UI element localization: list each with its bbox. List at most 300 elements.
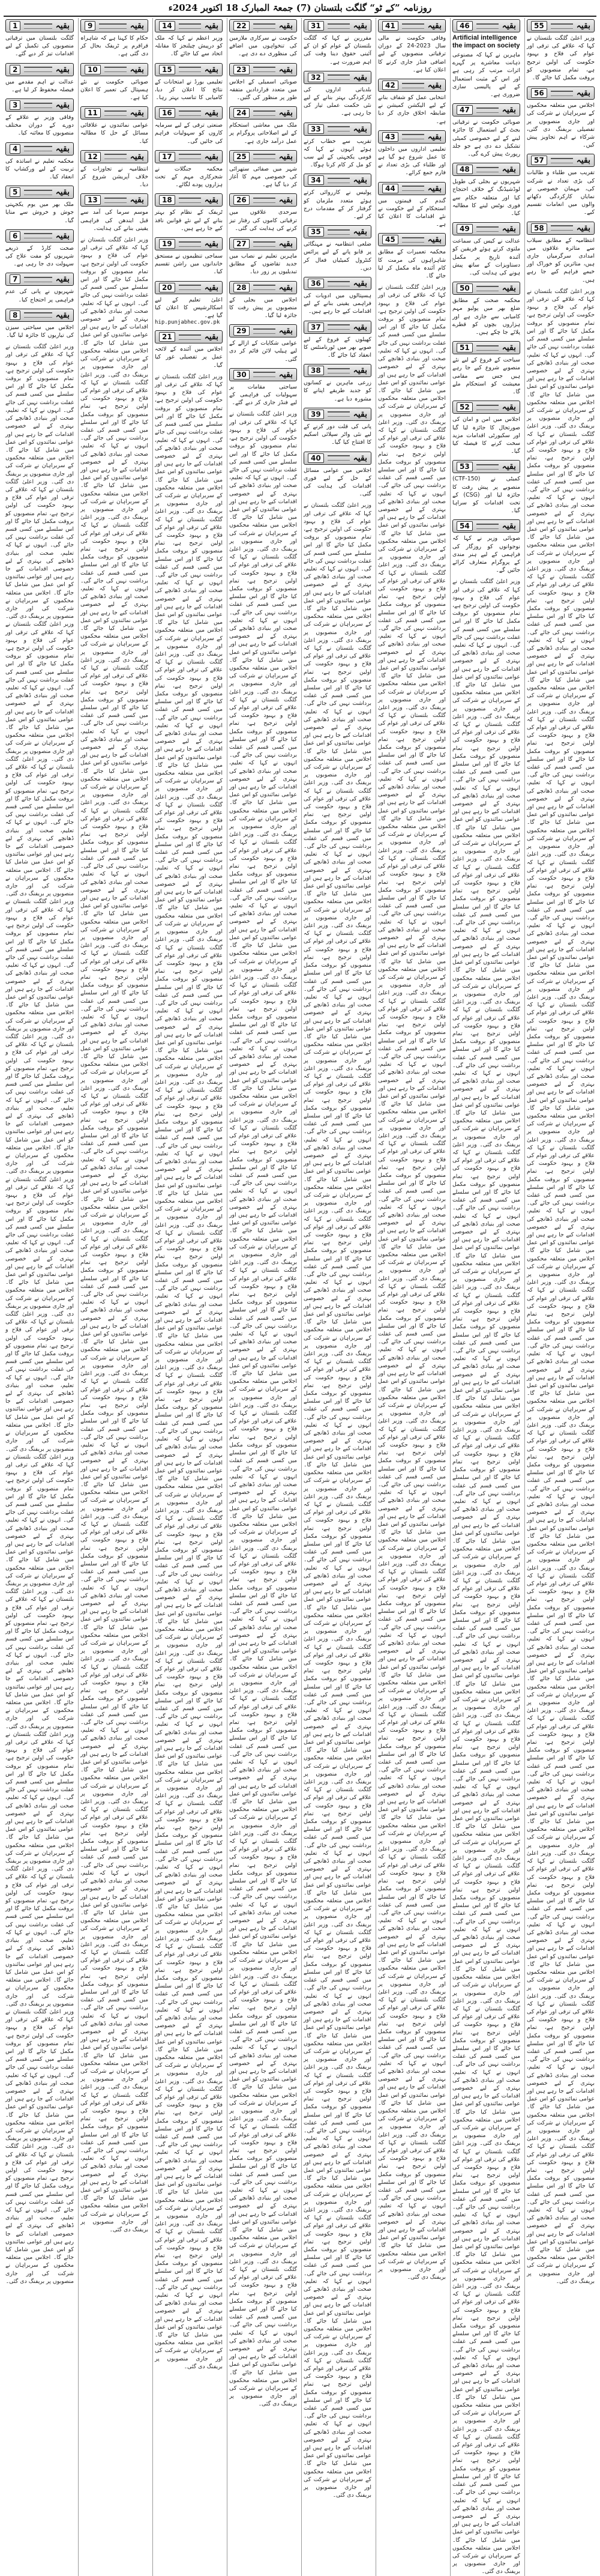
continuation-block [304,121,371,169]
continuation-label: بقیہ [204,21,218,31]
continuation-number: 43 [382,132,398,142]
banner-ornament [476,286,499,291]
banner-ornament [402,186,424,191]
article-text: پولیس نے کارروائی کرتے ہوئے متعدد ملزمان کو گرفتار کر کے مقدمات درج کر لیے۔ [304,189,371,220]
continuation-number: 54 [457,521,473,531]
continuation-block [5,62,74,94]
continuation-label: بقیہ [204,239,218,249]
continuation-label: بقیہ [55,187,70,198]
banner-ornament [104,198,127,203]
continuation-number: 15 [159,65,175,74]
continuation-label: بقیہ [55,100,70,110]
continuation-banner [527,222,595,235]
continuation-banner [452,282,520,295]
continuation-number: 22 [233,21,250,31]
continuation-block [5,307,74,339]
banner-ornament [253,154,275,159]
article-text: تقریب سے خطاب کرتے ہوئے انہوں نے کہا کہ قومی یکجہتی کے لیے سب کو مل کر کام کرنا ہوگا۔ [304,138,371,169]
article-text: ہسپتالوں میں ادویات کی فراہمی یقینی بنانے کے لیے اقدامات کیے جا رہے ہیں۔ [304,292,371,315]
continuation-label: بقیہ [502,462,516,472]
article-text: وفاقی وزیر نے علاقے کے دورے کے دوران مختلف منصوبوں کا معائنہ کیا۔ [5,114,74,137]
continuation-number: 33 [308,124,324,134]
continuation-number: 29 [233,326,250,336]
banner-ornament [104,110,127,116]
banner-ornament [104,67,127,72]
continuation-number: 56 [531,88,547,98]
article-text: انتظامیہ نے تجاوزات کے خلاف آپریشن شروع کر دیا۔ [80,165,148,189]
banner-ornament [24,23,52,29]
continuation-banner [229,193,297,207]
continuation-banner [304,225,371,238]
column-3 [376,18,448,2576]
article-text: انتخابی عمل کو شفاف بنانے کے لیے الیکشن کمیشن نے ضابطہ اخلاق جاری کر دیا ہے۔ [378,94,446,125]
banner-ornament [179,334,201,340]
article-text: اجلاس میں امن و امان کی صورتحال کا جائزہ لیا گیا اور سکیورٹی اقدامات مزید سخت کرنے کا فیصلہ کیا گیا۔ [452,416,520,455]
continuation-banner [80,106,148,119]
continuation-number: 23 [233,65,250,74]
continuation-block [229,280,297,320]
continuation-number: 42 [382,80,398,90]
continuation-label: بقیہ [278,369,293,379]
continuation-block [155,280,223,326]
continuation-number: 57 [531,156,547,165]
banner-ornament [24,312,52,318]
continuation-label: بقیہ [204,282,218,292]
body-text: وزیر اعلیٰ گلگت بلتستان نے کہا کہ علاقے کی ترقی اور عوام کی فلاح و بہبود حکومت کی اولین ترجیح ہے، تمام منصوبوں کو بروقت مکمل کیا جائے گا اور اس سلسلے میں کسی قسم کی غفلت برداشت نہیں کی جائے گی۔ انہوں نے کہا کہ تعلیم، صحت اور بنیادی ڈھانچے کی بہتری کے لیے خصوصی اقدامات کیے جا رہے ہیں اور عوامی نمائندوں کو اس عمل میں شامل کیا جائے گا۔ اجلاس میں متعلقہ محکموں کے سربراہان نے شرکت کی اور جاری منصوبوں پر بریفنگ دی گئی۔ وزیر اعلیٰ گلگت بلتستان نے کہا کہ علاقے کی ترقی اور عوام کی فلاح و بہبود حکومت کی اولین ترجیح ہے، تمام منصوبوں کو بروقت مکمل کیا جائے گا اور اس سلسلے میں کسی قسم کی غفلت برداشت نہیں کی جائے گی۔ انہوں نے کہا کہ تعلیم، صحت اور بنیادی ڈھانچے کی بہتری کے لیے خصوصی اقدامات کیے جا رہے ہیں اور عوامی نمائندوں کو اس عمل میں شامل کیا جائے گا۔ اجلاس میں متعلقہ محکموں کے سربراہان نے شرکت کی اور جاری منصوبوں پر بریفنگ دی گئی۔ وزیر اعلیٰ گلگت بلتستان نے کہا کہ علاقے کی ترقی اور عوام کی فلاح و بہبود حکومت کی اولین ترجیح ہے، تمام منصوبوں کو بروقت مکمل کیا جائے گا اور اس سلسلے میں کسی قسم کی غفلت برداشت نہیں کی جائے گی۔ انہوں نے کہا کہ تعلیم، صحت اور بنیادی ڈھانچے کی بہتری کے لیے خصوصی اقدامات کیے جا رہے ہیں اور عوامی نمائندوں کو اس عمل میں شامل کیا جائے گا۔ اجلاس میں متعلقہ محکموں کے سربراہان نے شرکت کی اور جاری منصوبوں پر بریفنگ دی گئی۔ وزیر اعلیٰ گلگت بلتستان نے کہا کہ علاقے کی ترقی اور عوام کی فلاح و بہبود حکومت کی اولین ترجیح ہے، تمام منصوبوں کو بروقت مکمل کیا جائے گا اور اس سلسلے میں کسی قسم کی غفلت برداشت نہیں کی جائے گی۔ انہوں نے کہا کہ تعلیم، صحت اور بنیادی ڈھانچے کی بہتری کے لیے خصوصی اقدامات کیے جا رہے ہیں اور عوامی نمائندوں کو اس عمل میں شامل کیا جائے گا۔ اجلاس میں متعلقہ محکموں کے سربراہان نے شرکت کی اور جاری منصوبوں پر بریفنگ دی گئی۔ وزیر اعلیٰ گلگت بلتستان نے کہا کہ علاقے کی ترقی اور عوام کی فلاح و بہبود حکومت کی اولین ترجیح ہے، تمام منصوبوں کو بروقت مکمل کیا جائے گا اور اس سلسلے میں کسی قسم کی غفلت برداشت نہیں کی جائے گی۔ انہوں نے کہا کہ تعلیم، صحت اور بنیادی ڈھانچے کی بہتری کے لیے خصوصی اقدامات کیے جا رہے ہیں اور عوامی نمائندوں کو اس عمل میں شامل کیا جائے گا۔ اجلاس میں متعلقہ محکموں کے سربراہان نے شرکت کی اور جاری منصوبوں پر بریفنگ دی گئی۔ وزیر اعلیٰ گلگت بلتستان نے کہا کہ علاقے کی ترقی اور عوام کی فلاح و بہبود حکومت کی اولین ترجیح ہے، تمام منصوبوں کو بروقت مکمل کیا جائے گا اور اس سلسلے میں کسی قسم کی غفلت برداشت نہیں کی جائے گی۔ انہوں نے کہا کہ تعلیم، صحت اور بنیادی ڈھانچے کی بہتری کے لیے خصوصی اقدامات کیے جا رہے ہیں اور عوامی نمائندوں کو اس عمل میں شامل کیا جائے گا۔ اجلاس میں متعلقہ محکموں کے سربراہان نے شرکت کی اور جاری منصوبوں پر بریفنگ دی گئی۔ وزیر اعلیٰ گلگت بلتستان نے کہا کہ علاقے کی ترقی اور عوام کی فلاح و بہبود حکومت کی اولین ترجیح ہے، تمام منصوبوں کو بروقت مکمل کیا جائے گا اور اس سلسلے میں کسی قسم کی غفلت برداشت نہیں کی جائے گی۔ انہوں نے کہا کہ تعلیم، صحت اور بنیادی ڈھانچے کی بہتری کے لیے خصوصی اقدامات کیے جا رہے ہیں اور عوامی نمائندوں کو اس عمل میں شامل کیا جائے گا۔ اجلاس میں متعلقہ محکموں کے سربراہان نے شرکت کی اور جاری منصوبوں پر بریفنگ دی گئی۔ وزیر اعلیٰ گلگت بلتستان نے کہا کہ علاقے کی ترقی اور عوام کی فلاح و بہبود حکومت کی اولین ترجیح ہے، تمام منصوبوں کو بروقت مکمل کیا جائے گا اور اس سلسلے میں کسی قسم کی غفلت برداشت نہیں کی جائے گی۔ انہوں نے کہا کہ تعلیم، صحت اور بنیادی ڈھانچے کی بہتری کے لیے خصوصی اقدامات کیے جا رہے ہیں اور عوامی نمائندوں کو اس عمل میں شامل کیا جائے گا۔ اجلاس میں متعلقہ محکموں کے سربراہان نے شرکت کی اور جاری منصوبوں پر بریفنگ دی گئی۔ وزیر اعلیٰ گلگت بلتستان نے کہا کہ علاقے کی ترقی اور عوام کی فلاح و بہبود حکومت کی اولین ترجیح ہے، تمام منصوبوں کو بروقت مکمل کیا جائے گا اور اس سلسلے میں کسی قسم کی غفلت برداشت نہیں کی جائے گی۔ انہوں نے کہا کہ تعلیم، صحت اور بنیادی ڈھانچے کی بہتری کے لیے خصوصی اقدامات کیے جا رہے ہیں اور عوامی نمائندوں کو اس عمل میں شامل کیا جائے گا۔ اجلاس میں متعلقہ محکموں کے سربراہان نے شرکت کی اور جاری منصوبوں پر بریفنگ دی گئی۔ وزیر اعلیٰ گلگت بلتستان نے کہا کہ علاقے کی ترقی اور عوام کی فلاح و بہبود حکومت کی اولین ترجیح ہے، تمام منصوبوں کو بروقت مکمل کیا جائے گا اور اس سلسلے میں کسی قسم کی غفلت برداشت نہیں کی جائے گی۔ انہوں نے کہا کہ تعلیم، صحت اور بنیادی ڈھانچے کی بہتری کے لیے خصوصی اقدامات کیے جا رہے ہیں اور عوامی نمائندوں کو اس عمل میں شامل کیا جائے گا۔ اجلاس میں متعلقہ محکموں کے سربراہان نے شرکت کی اور جاری منصوبوں پر بریفنگ دی گئی۔ وزیر اعلیٰ گلگت بلتستان نے کہا کہ علاقے کی ترقی اور عوام کی فلاح و بہبود حکومت کی اولین ترجیح ہے، تمام منصوبوں کو بروقت مکمل کیا جائے گا اور اس سلسلے میں کسی قسم کی غفلت برداشت نہیں کی جائے گی۔ انہوں نے کہا کہ تعلیم، صحت اور بنیادی ڈھانچے کی بہتری کے لیے خصوصی اقدامات کیے جا رہے ہیں اور عوامی نمائندوں کو اس عمل میں شامل کیا جائے گا۔ اجلاس میں متعلقہ محکموں کے سربراہان نے شرکت کی اور جاری منصوبوں پر بریفنگ دی گئی۔ وزیر اعلیٰ گلگت بلتستان نے کہا کہ علاقے کی ترقی اور عوام کی فلاح و بہبود حکومت کی اولین ترجیح ہے، تمام منصوبوں کو بروقت مکمل کیا جائے گا اور اس سلسلے میں کسی قسم کی غفلت برداشت نہیں کی جائے گی۔ انہوں نے کہا کہ تعلیم، صحت اور بنیادی ڈھانچے کی بہتری کے لیے خصوصی اقدامات کیے جا رہے ہیں اور عوامی نمائندوں کو اس عمل میں شامل کیا جائے گا۔ اجلاس میں متعلقہ محکموں کے سربراہان نے شرکت کی اور جاری منصوبوں پر بریفنگ دی گئی۔ وزیر اعلیٰ گلگت بلتستان نے کہا کہ علاقے کی ترقی اور عوام کی فلاح و بہبود حکومت کی اولین ترجیح ہے، تمام منصوبوں کو بروقت مکمل کیا جائے گا اور اس سلسلے میں کسی قسم کی غفلت برداشت نہیں کی جائے گی۔ انہوں نے کہا کہ تعلیم، صحت اور بنیادی ڈھانچے کی بہتری کے لیے خصوصی اقدامات کیے جا رہے ہیں اور عوامی نمائندوں کو اس عمل میں شامل کیا جائے گا۔ اجلاس میں متعلقہ محکموں کے سربراہان نے شرکت کی اور جاری منصوبوں پر بریفنگ دی گئی۔ وزیر اعلیٰ گلگت بلتستان نے کہا کہ علاقے کی ترقی اور عوام کی فلاح و بہبود حکومت کی اولین ترجیح ہے، تمام منصوبوں کو بروقت مکمل کیا جائے گا اور اس سلسلے میں کسی قسم کی غفلت برداشت نہیں کی جائے گی۔ انہوں نے کہا کہ تعلیم، صحت اور بنیادی ڈھانچے کی بہتری کے لیے خصوصی اقدامات کیے جا رہے ہیں اور عوامی نمائندوں کو اس عمل میں شامل کیا جائے گا۔ اجلاس میں متعلقہ محکموں کے سربراہان نے شرکت کی اور جاری منصوبوں پر بریفنگ دی گئی۔ [452,578,520,2575]
continuation-banner [229,368,297,381]
column-1 [524,18,596,2576]
continuation-banner [155,63,223,76]
continuation-number: 41 [382,21,398,31]
banner-ornament [476,167,499,172]
article-text: سیاحت کے فروغ کے لیے نئے منصوبے شروع کیے جا رہے ہیں جس سے مقامی معیشت کو استحکام ملے گا۔ [452,357,520,396]
column-7 [78,18,150,2576]
banner-ornament [328,74,350,80]
banner-ornament [551,158,573,163]
article-text: حکام کا کہنا ہے کہ شاہراہ قراقرم پر ٹریفک بحال کر دی گئی ہے۔ [80,35,148,58]
continuation-banner [378,182,446,195]
banner-ornament [328,411,350,417]
continuation-number: 46 [457,21,473,31]
banner-ornament [99,23,126,29]
continuation-banner [304,321,371,334]
continuation-banner [5,309,74,322]
continuation-banner [229,63,297,76]
continuation-number: 55 [531,21,547,31]
continuation-label: بقیہ [278,21,293,31]
body-text: وزیر اعلیٰ گلگت بلتستان نے کہا کہ علاقے کی ترقی اور عوام کی فلاح و بہبود حکومت کی اولین ترجیح ہے، تمام منصوبوں کو بروقت مکمل کیا جائے گا اور اس سلسلے میں کسی قسم کی غفلت برداشت نہیں کی جائے گی۔ انہوں نے کہا کہ تعلیم، صحت اور بنیادی ڈھانچے کی بہتری کے لیے خصوصی اقدامات کیے جا رہے ہیں اور عوامی نمائندوں کو اس عمل میں شامل کیا جائے گا۔ اجلاس میں متعلقہ محکموں کے سربراہان نے شرکت کی اور جاری منصوبوں پر بریفنگ دی گئی۔ وزیر اعلیٰ گلگت بلتستان نے کہا کہ علاقے کی ترقی اور عوام کی فلاح و بہبود حکومت کی اولین ترجیح ہے، تمام منصوبوں کو بروقت مکمل کیا جائے گا اور اس سلسلے میں کسی قسم کی غفلت برداشت نہیں کی جائے گی۔ انہوں نے کہا کہ تعلیم، صحت اور بنیادی ڈھانچے کی بہتری کے لیے خصوصی اقدامات کیے جا رہے ہیں اور عوامی نمائندوں کو اس عمل میں شامل کیا جائے گا۔ اجلاس میں متعلقہ محکموں کے سربراہان نے شرکت کی اور جاری منصوبوں پر بریفنگ دی گئی۔ وزیر اعلیٰ گلگت بلتستان نے کہا کہ علاقے کی ترقی اور عوام کی فلاح و بہبود حکومت کی اولین ترجیح ہے، تمام منصوبوں کو بروقت مکمل کیا جائے گا اور اس سلسلے میں کسی قسم کی غفلت برداشت نہیں کی جائے گی۔ انہوں نے کہا کہ تعلیم، صحت اور بنیادی ڈھانچے کی بہتری کے لیے خصوصی اقدامات کیے جا رہے ہیں اور عوامی نمائندوں کو اس عمل میں شامل کیا جائے گا۔ اجلاس میں متعلقہ محکموں کے سربراہان نے شرکت کی اور جاری منصوبوں پر بریفنگ دی گئی۔ وزیر اعلیٰ گلگت بلتستان نے کہا کہ علاقے کی ترقی اور عوام کی فلاح و بہبود حکومت کی اولین ترجیح ہے، تمام منصوبوں کو بروقت مکمل کیا جائے گا اور اس سلسلے میں کسی قسم کی غفلت برداشت نہیں کی جائے گی۔ انہوں نے کہا کہ تعلیم، صحت اور بنیادی ڈھانچے کی بہتری کے لیے خصوصی اقدامات کیے جا رہے ہیں اور عوامی نمائندوں کو اس عمل میں شامل کیا جائے گا۔ اجلاس میں متعلقہ محکموں کے سربراہان نے شرکت کی اور جاری منصوبوں پر بریفنگ دی گئی۔ وزیر اعلیٰ گلگت بلتستان نے کہا کہ علاقے کی ترقی اور عوام کی فلاح و بہبود حکومت کی اولین ترجیح ہے، تمام منصوبوں کو بروقت مکمل کیا جائے گا اور اس سلسلے میں کسی قسم کی غفلت برداشت نہیں کی جائے گی۔ انہوں نے کہا کہ تعلیم، صحت اور بنیادی ڈھانچے کی بہتری کے لیے خصوصی اقدامات کیے جا رہے ہیں اور عوامی نمائندوں کو اس عمل میں شامل کیا جائے گا۔ اجلاس میں متعلقہ محکموں کے سربراہان نے شرکت کی اور جاری منصوبوں پر بریفنگ دی گئی۔ وزیر اعلیٰ گلگت بلتستان نے کہا کہ علاقے کی ترقی اور عوام کی فلاح و بہبود حکومت کی اولین ترجیح ہے، تمام منصوبوں کو بروقت مکمل کیا جائے گا اور اس سلسلے میں کسی قسم کی غفلت برداشت نہیں کی جائے گی۔ انہوں نے کہا کہ تعلیم، صحت اور بنیادی ڈھانچے کی بہتری کے لیے خصوصی اقدامات کیے جا رہے ہیں اور عوامی نمائندوں کو اس عمل میں شامل کیا جائے گا۔ اجلاس میں متعلقہ محکموں کے سربراہان نے شرکت کی اور جاری منصوبوں پر بریفنگ دی گئی۔ وزیر اعلیٰ گلگت بلتستان نے کہا کہ علاقے کی ترقی اور عوام کی فلاح و بہبود حکومت کی اولین ترجیح ہے، تمام منصوبوں کو بروقت مکمل کیا جائے گا اور اس سلسلے میں کسی قسم کی غفلت برداشت نہیں کی جائے گی۔ انہوں نے کہا کہ تعلیم، صحت اور بنیادی ڈھانچے کی بہتری کے لیے خصوصی اقدامات کیے جا رہے ہیں اور عوامی نمائندوں کو اس عمل میں شامل کیا جائے گا۔ اجلاس میں متعلقہ محکموں کے سربراہان نے شرکت کی اور جاری منصوبوں پر بریفنگ دی گئی۔ وزیر اعلیٰ گلگت بلتستان نے کہا کہ علاقے کی ترقی اور عوام کی فلاح و بہبود حکومت کی اولین ترجیح ہے، تمام منصوبوں کو بروقت مکمل کیا جائے گا اور اس سلسلے میں کسی قسم کی غفلت برداشت نہیں کی جائے گی۔ انہوں نے کہا کہ تعلیم، صحت اور بنیادی ڈھانچے کی بہتری کے لیے خصوصی اقدامات کیے جا رہے ہیں اور عوامی نمائندوں کو اس عمل میں شامل کیا جائے گا۔ اجلاس میں متعلقہ محکموں کے سربراہان نے شرکت کی اور جاری منصوبوں پر بریفنگ دی گئی۔ وزیر اعلیٰ گلگت بلتستان نے کہا کہ علاقے کی ترقی اور عوام کی فلاح و بہبود حکومت کی اولین ترجیح ہے، تمام منصوبوں کو بروقت مکمل کیا جائے گا اور اس سلسلے میں کسی قسم کی غفلت برداشت نہیں کی جائے گی۔ انہوں نے کہا کہ تعلیم، صحت اور بنیادی ڈھانچے کی بہتری کے لیے خصوصی اقدامات کیے جا رہے ہیں اور عوامی نمائندوں کو اس عمل میں شامل کیا جائے گا۔ اجلاس میں متعلقہ محکموں کے سربراہان نے شرکت کی اور جاری منصوبوں پر بریفنگ دی گئی۔ وزیر اعلیٰ گلگت بلتستان نے کہا کہ علاقے کی ترقی اور عوام کی فلاح و بہبود حکومت کی اولین ترجیح ہے، تمام منصوبوں کو بروقت مکمل کیا جائے گا اور اس سلسلے میں کسی قسم کی غفلت برداشت نہیں کی جائے گی۔ انہوں نے کہا کہ تعلیم، صحت اور بنیادی ڈھانچے کی بہتری کے لیے خصوصی اقدامات کیے جا رہے ہیں اور عوامی نمائندوں کو اس عمل میں شامل کیا جائے گا۔ اجلاس میں متعلقہ محکموں کے سربراہان نے شرکت کی اور جاری منصوبوں پر بریفنگ دی گئی۔ وزیر اعلیٰ گلگت بلتستان نے کہا کہ علاقے کی ترقی اور عوام کی فلاح و بہبود حکومت کی اولین ترجیح ہے، تمام منصوبوں کو بروقت مکمل کیا جائے گا اور اس سلسلے میں کسی قسم کی غفلت برداشت نہیں کی جائے گی۔ انہوں نے کہا کہ تعلیم، صحت اور بنیادی ڈھانچے کی بہتری کے لیے خصوصی اقدامات کیے جا رہے ہیں اور عوامی نمائندوں کو اس عمل میں شامل کیا جائے گا۔ اجلاس میں متعلقہ محکموں کے سربراہان نے شرکت کی اور جاری منصوبوں پر بریفنگ دی گئی۔ وزیر اعلیٰ گلگت بلتستان نے کہا کہ علاقے کی ترقی اور عوام کی فلاح و بہبود حکومت کی اولین ترجیح ہے، تمام منصوبوں کو بروقت مکمل کیا جائے گا اور اس سلسلے میں کسی قسم کی غفلت برداشت نہیں کی جائے گی۔ انہوں نے کہا کہ تعلیم، صحت اور بنیادی ڈھانچے کی بہتری کے لیے خصوصی اقدامات کیے جا رہے ہیں اور عوامی نمائندوں کو اس عمل میں شامل کیا جائے گا۔ اجلاس میں متعلقہ محکموں کے سربراہان نے شرکت کی اور جاری منصوبوں پر بریفنگ دی گئی۔ وزیر اعلیٰ گلگت بلتستان نے کہا کہ علاقے کی ترقی اور عوام کی فلاح و بہبود حکومت کی اولین ترجیح ہے، تمام منصوبوں کو بروقت مکمل کیا جائے گا اور اس سلسلے میں کسی قسم کی غفلت برداشت نہیں کی جائے گی۔ انہوں نے کہا کہ تعلیم، صحت اور بنیادی ڈھانچے کی بہتری کے لیے خصوصی اقدامات کیے جا رہے ہیں اور عوامی نمائندوں کو اس عمل میں شامل کیا جائے گا۔ اجلاس میں متعلقہ محکموں کے سربراہان نے شرکت کی اور جاری منصوبوں پر بریفنگ دی گئی۔ وزیر اعلیٰ گلگت بلتستان نے کہا کہ علاقے کی ترقی اور عوام کی فلاح و بہبود حکومت کی اولین ترجیح ہے، تمام منصوبوں کو بروقت مکمل کیا جائے گا اور اس سلسلے میں کسی قسم کی غفلت برداشت نہیں کی جائے گی۔ انہوں نے کہا کہ تعلیم، صحت اور بنیادی ڈھانچے کی بہتری کے لیے خصوصی اقدامات کیے جا رہے ہیں اور عوامی نمائندوں کو اس عمل میں شامل کیا جائے گا۔ اجلاس میں متعلقہ محکموں کے سربراہان نے شرکت کی اور جاری منصوبوں پر بریفنگ دی گئی۔ [80,237,148,2234]
page-header: روزنامہ ”کے ٹو“ گلگت بلتستان (7) جمعۃ المبارک 18 اکتوبر 2024ء [4,0,596,17]
continuation-banner [452,163,520,176]
continuation-label: بقیہ [55,21,70,31]
article-text: محکمہ جنگلات نے شجرکاری مہم کے تحت ہزاروں پودے لگائے۔ [155,165,223,189]
continuation-banner [378,19,446,32]
column-8 [4,18,76,2576]
continuation-banner [229,237,297,250]
continuation-number: 6 [10,231,20,241]
continuation-banner [155,281,223,294]
continuation-number: 12 [85,152,101,162]
continuation-label: بقیہ [353,279,367,289]
continuation-number: 24 [233,108,250,118]
continuation-label: بقیہ [130,151,144,162]
continuation-label: بقیہ [278,195,293,205]
article-text: پانی کی قلت دور کرنے کے لیے نئی واٹر سپلائی اسکیم کا افتتاح کیا گیا۔ [304,423,371,446]
banner-ornament [104,154,127,159]
banner-ornament [253,67,275,72]
banner-ornament [476,345,499,351]
continuation-banner [452,519,520,533]
body-text: وزیر اعلیٰ گلگت بلتستان نے کہا کہ علاقے کی ترقی اور عوام کی فلاح و بہبود حکومت کی اولین ترجیح ہے، تمام منصوبوں کو بروقت مکمل کیا جائے گا اور اس سلسلے میں کسی قسم کی غفلت برداشت نہیں کی جائے گی۔ انہوں نے کہا کہ تعلیم، صحت اور بنیادی ڈھانچے کی بہتری کے لیے خصوصی اقدامات کیے جا رہے ہیں اور عوامی نمائندوں کو اس عمل میں شامل کیا جائے گا۔ اجلاس میں متعلقہ محکموں کے سربراہان نے شرکت کی اور جاری منصوبوں پر بریفنگ دی گئی۔ وزیر اعلیٰ گلگت بلتستان نے کہا کہ علاقے کی ترقی اور عوام کی فلاح و بہبود حکومت کی اولین ترجیح ہے، تمام منصوبوں کو بروقت مکمل کیا جائے گا اور اس سلسلے میں کسی قسم کی غفلت برداشت نہیں کی جائے گی۔ انہوں نے کہا کہ تعلیم، صحت اور بنیادی ڈھانچے کی بہتری کے لیے خصوصی اقدامات کیے جا رہے ہیں اور عوامی نمائندوں کو اس عمل میں شامل کیا جائے گا۔ اجلاس میں متعلقہ محکموں کے سربراہان نے شرکت کی اور جاری منصوبوں پر بریفنگ دی گئی۔ وزیر اعلیٰ گلگت بلتستان نے کہا کہ علاقے کی ترقی اور عوام کی فلاح و بہبود حکومت کی اولین ترجیح ہے، تمام منصوبوں کو بروقت مکمل کیا جائے گا اور اس سلسلے میں کسی قسم کی غفلت برداشت نہیں کی جائے گی۔ انہوں نے کہا کہ تعلیم، صحت اور بنیادی ڈھانچے کی بہتری کے لیے خصوصی اقدامات کیے جا رہے ہیں اور عوامی نمائندوں کو اس عمل میں شامل کیا جائے گا۔ اجلاس میں متعلقہ محکموں کے سربراہان نے شرکت کی اور جاری منصوبوں پر بریفنگ دی گئی۔ وزیر اعلیٰ گلگت بلتستان نے کہا کہ علاقے کی ترقی اور عوام کی فلاح و بہبود حکومت کی اولین ترجیح ہے، تمام منصوبوں کو بروقت مکمل کیا جائے گا اور اس سلسلے میں کسی قسم کی غفلت برداشت نہیں کی جائے گی۔ انہوں نے کہا کہ تعلیم، صحت اور بنیادی ڈھانچے کی بہتری کے لیے خصوصی اقدامات کیے جا رہے ہیں اور عوامی نمائندوں کو اس عمل میں شامل کیا جائے گا۔ اجلاس میں متعلقہ محکموں کے سربراہان نے شرکت کی اور جاری منصوبوں پر بریفنگ دی گئی۔ وزیر اعلیٰ گلگت بلتستان نے کہا کہ علاقے کی ترقی اور عوام کی فلاح و بہبود حکومت کی اولین ترجیح ہے، تمام منصوبوں کو بروقت مکمل کیا جائے گا اور اس سلسلے میں کسی قسم کی غفلت برداشت نہیں کی جائے گی۔ انہوں نے کہا کہ تعلیم، صحت اور بنیادی ڈھانچے کی بہتری کے لیے خصوصی اقدامات کیے جا رہے ہیں اور عوامی نمائندوں کو اس عمل میں شامل کیا جائے گا۔ اجلاس میں متعلقہ محکموں کے سربراہان نے شرکت کی اور جاری منصوبوں پر بریفنگ دی گئی۔ وزیر اعلیٰ گلگت بلتستان نے کہا کہ علاقے کی ترقی اور عوام کی فلاح و بہبود حکومت کی اولین ترجیح ہے، تمام منصوبوں کو بروقت مکمل کیا جائے گا اور اس سلسلے میں کسی قسم کی غفلت برداشت نہیں کی جائے گی۔ انہوں نے کہا کہ تعلیم، صحت اور بنیادی ڈھانچے کی بہتری کے لیے خصوصی اقدامات کیے جا رہے ہیں اور عوامی نمائندوں کو اس عمل میں شامل کیا جائے گا۔ اجلاس میں متعلقہ محکموں کے سربراہان نے شرکت کی اور جاری منصوبوں پر بریفنگ دی گئی۔ وزیر اعلیٰ گلگت بلتستان نے کہا کہ علاقے کی ترقی اور عوام کی فلاح و بہبود حکومت کی اولین ترجیح ہے، تمام منصوبوں کو بروقت مکمل کیا جائے گا اور اس سلسلے میں کسی قسم کی غفلت برداشت نہیں کی جائے گی۔ انہوں نے کہا کہ تعلیم، صحت اور بنیادی ڈھانچے کی بہتری کے لیے خصوصی اقدامات کیے جا رہے ہیں اور عوامی نمائندوں کو اس عمل میں شامل کیا جائے گا۔ اجلاس میں متعلقہ محکموں کے سربراہان نے شرکت کی اور جاری منصوبوں پر بریفنگ دی گئی۔ وزیر اعلیٰ گلگت بلتستان نے کہا کہ علاقے کی ترقی اور عوام کی فلاح و بہبود حکومت کی اولین ترجیح ہے، تمام منصوبوں کو بروقت مکمل کیا جائے گا اور اس سلسلے میں کسی قسم کی غفلت برداشت نہیں کی جائے گی۔ انہوں نے کہا کہ تعلیم، صحت اور بنیادی ڈھانچے کی بہتری کے لیے خصوصی اقدامات کیے جا رہے ہیں اور عوامی نمائندوں کو اس عمل میں شامل کیا جائے گا۔ اجلاس میں متعلقہ محکموں کے سربراہان نے شرکت کی اور جاری منصوبوں پر بریفنگ دی گئی۔ وزیر اعلیٰ گلگت بلتستان نے کہا کہ علاقے کی ترقی اور عوام کی فلاح و بہبود حکومت کی اولین ترجیح ہے، تمام منصوبوں کو بروقت مکمل کیا جائے گا اور اس سلسلے میں کسی قسم کی غفلت برداشت نہیں کی جائے گی۔ انہوں نے کہا کہ تعلیم، صحت اور بنیادی ڈھانچے کی بہتری کے لیے خصوصی اقدامات کیے جا رہے ہیں اور عوامی نمائندوں کو اس عمل میں شامل کیا جائے گا۔ اجلاس میں متعلقہ محکموں کے سربراہان نے شرکت کی اور جاری منصوبوں پر بریفنگ دی گئی۔ وزیر اعلیٰ گلگت بلتستان نے کہا کہ علاقے کی ترقی اور عوام کی فلاح و بہبود حکومت کی اولین ترجیح ہے، تمام منصوبوں کو بروقت مکمل کیا جائے گا اور اس سلسلے میں کسی قسم کی غفلت برداشت نہیں کی جائے گی۔ انہوں نے کہا کہ تعلیم، صحت اور بنیادی ڈھانچے کی بہتری کے لیے خصوصی اقدامات کیے جا رہے ہیں اور عوامی نمائندوں کو اس عمل میں شامل کیا جائے گا۔ اجلاس میں متعلقہ محکموں کے سربراہان نے شرکت کی اور جاری منصوبوں پر بریفنگ دی گئی۔ وزیر اعلیٰ گلگت بلتستان نے کہا کہ علاقے کی ترقی اور عوام کی فلاح و بہبود حکومت کی اولین ترجیح ہے، تمام منصوبوں کو بروقت مکمل کیا جائے گا اور اس سلسلے میں کسی قسم کی غفلت برداشت نہیں کی جائے گی۔ انہوں نے کہا کہ تعلیم، صحت اور بنیادی ڈھانچے کی بہتری کے لیے خصوصی اقدامات کیے جا رہے ہیں اور عوامی نمائندوں کو اس عمل میں شامل کیا جائے گا۔ اجلاس میں متعلقہ محکموں کے سربراہان نے شرکت کی اور جاری منصوبوں پر بریفنگ دی گئی۔ وزیر اعلیٰ گلگت بلتستان نے کہا کہ علاقے کی ترقی اور عوام کی فلاح و بہبود حکومت کی اولین ترجیح ہے، تمام منصوبوں کو بروقت مکمل کیا جائے گا اور اس سلسلے میں کسی قسم کی غفلت برداشت نہیں کی جائے گی۔ انہوں نے کہا کہ تعلیم، صحت اور بنیادی ڈھانچے کی بہتری کے لیے خصوصی اقدامات کیے جا رہے ہیں اور عوامی نمائندوں کو اس عمل میں شامل کیا جائے گا۔ اجلاس میں متعلقہ محکموں کے سربراہان نے شرکت کی اور جاری منصوبوں پر بریفنگ دی گئی۔ وزیر اعلیٰ گلگت بلتستان نے کہا کہ علاقے کی ترقی اور عوام کی فلاح و بہبود حکومت کی اولین ترجیح ہے، تمام منصوبوں کو بروقت مکمل کیا جائے گا اور اس سلسلے میں کسی قسم کی غفلت برداشت نہیں کی جائے گی۔ انہوں نے کہا کہ تعلیم، صحت اور بنیادی ڈھانچے کی بہتری کے لیے خصوصی اقدامات کیے جا رہے ہیں اور عوامی نمائندوں کو اس عمل میں شامل کیا جائے گا۔ اجلاس میں متعلقہ محکموں کے سربراہان نے شرکت کی اور جاری منصوبوں پر بریفنگ دی گئی۔ وزیر اعلیٰ گلگت بلتستان نے کہا کہ علاقے کی ترقی اور عوام کی فلاح و بہبود حکومت کی اولین ترجیح ہے، تمام منصوبوں کو بروقت مکمل کیا جائے گا اور اس سلسلے میں کسی قسم کی غفلت برداشت نہیں کی جائے گی۔ انہوں نے کہا کہ تعلیم، صحت اور بنیادی ڈھانچے کی بہتری کے لیے خصوصی اقدامات کیے جا رہے ہیں اور عوامی نمائندوں کو اس عمل میں شامل کیا جائے گا۔ اجلاس میں متعلقہ محکموں کے سربراہان نے شرکت کی اور جاری منصوبوں پر بریفنگ دی گئی۔ [527,288,595,2285]
continuation-banner [452,103,520,116]
article-text: گندم کی قیمتوں میں استحکام کے لیے حکومت نے نئے اقدامات کا اعلان کیا ہے۔ [378,197,446,228]
article-text: ماہرین تعلیم نے نصاب میں جدید تقاضوں کے مطابق تبدیلیوں پر زور دیا۔ [229,253,297,276]
continuation-block [452,102,520,158]
body-text: وزیر اعلیٰ گلگت بلتستان نے کہا کہ علاقے کی ترقی اور عوام کی فلاح و بہبود حکومت کی اولین ترجیح ہے، تمام منصوبوں کو بروقت مکمل کیا جائے گا اور اس سلسلے میں کسی قسم کی غفلت برداشت نہیں کی جائے گی۔ انہوں نے کہا کہ تعلیم، صحت اور بنیادی ڈھانچے کی بہتری کے لیے خصوصی اقدامات کیے جا رہے ہیں اور عوامی نمائندوں کو اس عمل میں شامل کیا جائے گا۔ اجلاس میں متعلقہ محکموں کے سربراہان نے شرکت کی اور جاری منصوبوں پر بریفنگ دی گئی۔ وزیر اعلیٰ گلگت بلتستان نے کہا کہ علاقے کی ترقی اور عوام کی فلاح و بہبود حکومت کی اولین ترجیح ہے، تمام منصوبوں کو بروقت مکمل کیا جائے گا اور اس سلسلے میں کسی قسم کی غفلت برداشت نہیں کی جائے گی۔ انہوں نے کہا کہ تعلیم، صحت اور بنیادی ڈھانچے کی بہتری کے لیے خصوصی اقدامات کیے جا رہے ہیں اور عوامی نمائندوں کو اس عمل میں شامل کیا جائے گا۔ اجلاس میں متعلقہ محکموں کے سربراہان نے شرکت کی اور جاری منصوبوں پر بریفنگ دی گئی۔ وزیر اعلیٰ گلگت بلتستان نے کہا کہ علاقے کی ترقی اور عوام کی فلاح و بہبود حکومت کی اولین ترجیح ہے، تمام منصوبوں کو بروقت مکمل کیا جائے گا اور اس سلسلے میں کسی قسم کی غفلت برداشت نہیں کی جائے گی۔ انہوں نے کہا کہ تعلیم، صحت اور بنیادی ڈھانچے کی بہتری کے لیے خصوصی اقدامات کیے جا رہے ہیں اور عوامی نمائندوں کو اس عمل میں شامل کیا جائے گا۔ اجلاس میں متعلقہ محکموں کے سربراہان نے شرکت کی اور جاری منصوبوں پر بریفنگ دی گئی۔ وزیر اعلیٰ گلگت بلتستان نے کہا کہ علاقے کی ترقی اور عوام کی فلاح و بہبود حکومت کی اولین ترجیح ہے، تمام منصوبوں کو بروقت مکمل کیا جائے گا اور اس سلسلے میں کسی قسم کی غفلت برداشت نہیں کی جائے گی۔ انہوں نے کہا کہ تعلیم، صحت اور بنیادی ڈھانچے کی بہتری کے لیے خصوصی اقدامات کیے جا رہے ہیں اور عوامی نمائندوں کو اس عمل میں شامل کیا جائے گا۔ اجلاس میں متعلقہ محکموں کے سربراہان نے شرکت کی اور جاری منصوبوں پر بریفنگ دی گئی۔ وزیر اعلیٰ گلگت بلتستان نے کہا کہ علاقے کی ترقی اور عوام کی فلاح و بہبود حکومت کی اولین ترجیح ہے، تمام منصوبوں کو بروقت مکمل کیا جائے گا اور اس سلسلے میں کسی قسم کی غفلت برداشت نہیں کی جائے گی۔ انہوں نے کہا کہ تعلیم، صحت اور بنیادی ڈھانچے کی بہتری کے لیے خصوصی اقدامات کیے جا رہے ہیں اور عوامی نمائندوں کو اس عمل میں شامل کیا جائے گا۔ اجلاس میں متعلقہ محکموں کے سربراہان نے شرکت کی اور جاری منصوبوں پر بریفنگ دی گئی۔ وزیر اعلیٰ گلگت بلتستان نے کہا کہ علاقے کی ترقی اور عوام کی فلاح و بہبود حکومت کی اولین ترجیح ہے، تمام منصوبوں کو بروقت مکمل کیا جائے گا اور اس سلسلے میں کسی قسم کی غفلت برداشت نہیں کی جائے گی۔ انہوں نے کہا کہ تعلیم، صحت اور بنیادی ڈھانچے کی بہتری کے لیے خصوصی اقدامات کیے جا رہے ہیں اور عوامی نمائندوں کو اس عمل میں شامل کیا جائے گا۔ اجلاس میں متعلقہ محکموں کے سربراہان نے شرکت کی اور جاری منصوبوں پر بریفنگ دی گئی۔ وزیر اعلیٰ گلگت بلتستان نے کہا کہ علاقے کی ترقی اور عوام کی فلاح و بہبود حکومت کی اولین ترجیح ہے، تمام منصوبوں کو بروقت مکمل کیا جائے گا اور اس سلسلے میں کسی قسم کی غفلت برداشت نہیں کی جائے گی۔ انہوں نے کہا کہ تعلیم، صحت اور بنیادی ڈھانچے کی بہتری کے لیے خصوصی اقدامات کیے جا رہے ہیں اور عوامی نمائندوں کو اس عمل میں شامل کیا جائے گا۔ اجلاس میں متعلقہ محکموں کے سربراہان نے شرکت کی اور جاری منصوبوں پر بریفنگ دی گئی۔ وزیر اعلیٰ گلگت بلتستان نے کہا کہ علاقے کی ترقی اور عوام کی فلاح و بہبود حکومت کی اولین ترجیح ہے، تمام منصوبوں کو بروقت مکمل کیا جائے گا اور اس سلسلے میں کسی قسم کی غفلت برداشت نہیں کی جائے گی۔ انہوں نے کہا کہ تعلیم، صحت اور بنیادی ڈھانچے کی بہتری کے لیے خصوصی اقدامات کیے جا رہے ہیں اور عوامی نمائندوں کو اس عمل میں شامل کیا جائے گا۔ اجلاس میں متعلقہ محکموں کے سربراہان نے شرکت کی اور جاری منصوبوں پر بریفنگ دی گئی۔ وزیر اعلیٰ گلگت بلتستان نے کہا کہ علاقے کی ترقی اور عوام کی فلاح و بہبود حکومت کی اولین ترجیح ہے، تمام منصوبوں کو بروقت مکمل کیا جائے گا اور اس سلسلے میں کسی قسم کی غفلت برداشت نہیں کی جائے گی۔ انہوں نے کہا کہ تعلیم، صحت اور بنیادی ڈھانچے کی بہتری کے لیے خصوصی اقدامات کیے جا رہے ہیں اور عوامی نمائندوں کو اس عمل میں شامل کیا جائے گا۔ اجلاس میں متعلقہ محکموں کے سربراہان نے شرکت کی اور جاری منصوبوں پر بریفنگ دی گئی۔ وزیر اعلیٰ گلگت بلتستان نے کہا کہ علاقے کی ترقی اور عوام کی فلاح و بہبود حکومت کی اولین ترجیح ہے، تمام منصوبوں کو بروقت مکمل کیا جائے گا اور اس سلسلے میں کسی قسم کی غفلت برداشت نہیں کی جائے گی۔ انہوں نے کہا کہ تعلیم، صحت اور بنیادی ڈھانچے کی بہتری کے لیے خصوصی اقدامات کیے جا رہے ہیں اور عوامی نمائندوں کو اس عمل میں شامل کیا جائے گا۔ اجلاس میں متعلقہ محکموں کے سربراہان نے شرکت کی اور جاری منصوبوں پر بریفنگ دی گئی۔ وزیر اعلیٰ گلگت بلتستان نے کہا کہ علاقے کی ترقی اور عوام کی فلاح و بہبود حکومت کی اولین ترجیح ہے، تمام منصوبوں کو بروقت مکمل کیا جائے گا اور اس سلسلے میں کسی قسم کی غفلت برداشت نہیں کی جائے گی۔ انہوں نے کہا کہ تعلیم، صحت اور بنیادی ڈھانچے کی بہتری کے لیے خصوصی اقدامات کیے جا رہے ہیں اور عوامی نمائندوں کو اس عمل میں شامل کیا جائے گا۔ اجلاس میں متعلقہ محکموں کے سربراہان نے شرکت کی اور جاری منصوبوں پر بریفنگ دی گئی۔ وزیر اعلیٰ گلگت بلتستان نے کہا کہ علاقے کی ترقی اور عوام کی فلاح و بہبود حکومت کی اولین ترجیح ہے، تمام منصوبوں کو بروقت مکمل کیا جائے گا اور اس سلسلے میں کسی قسم کی غفلت برداشت نہیں کی جائے گی۔ انہوں نے کہا کہ تعلیم، صحت اور بنیادی ڈھانچے کی بہتری کے لیے خصوصی اقدامات کیے جا رہے ہیں اور عوامی نمائندوں کو اس عمل میں شامل کیا جائے گا۔ اجلاس میں متعلقہ محکموں کے سربراہان نے شرکت کی اور جاری منصوبوں پر بریفنگ دی گئی۔ وزیر اعلیٰ گلگت بلتستان نے کہا کہ علاقے کی ترقی اور عوام کی فلاح و بہبود حکومت کی اولین ترجیح ہے، تمام منصوبوں کو بروقت مکمل کیا جائے گا اور اس سلسلے میں کسی قسم کی غفلت برداشت نہیں کی جائے گی۔ انہوں نے کہا کہ تعلیم، صحت اور بنیادی ڈھانچے کی بہتری کے لیے خصوصی اقدامات کیے جا رہے ہیں اور عوامی نمائندوں کو اس عمل میں شامل کیا جائے گا۔ اجلاس میں متعلقہ محکموں کے سربراہان نے شرکت کی اور جاری منصوبوں پر بریفنگ دی گئی۔ وزیر اعلیٰ گلگت بلتستان نے کہا کہ علاقے کی ترقی اور عوام کی فلاح و بہبود حکومت کی اولین ترجیح ہے، تمام منصوبوں کو بروقت مکمل کیا جائے گا اور اس سلسلے میں کسی قسم کی غفلت برداشت نہیں کی جائے گی۔ انہوں نے کہا کہ تعلیم، صحت اور بنیادی ڈھانچے کی بہتری کے لیے خصوصی اقدامات کیے جا رہے ہیں اور عوامی نمائندوں کو اس عمل میں شامل کیا جائے گا۔ اجلاس میں متعلقہ محکموں کے سربراہان نے شرکت کی اور جاری منصوبوں پر بریفنگ دی گئی۔ [5,343,74,2285]
continuation-block [527,153,595,216]
continuation-banner [5,63,74,76]
continuation-label: بقیہ [353,72,367,82]
banner-ornament [179,110,201,116]
continuation-number: 45 [382,235,398,244]
continuation-number: 14 [159,21,175,31]
continuation-label: بقیہ [576,88,590,98]
continuation-label: بقیہ [278,64,293,74]
banner-ornament [402,237,424,243]
continuation-block [229,149,297,189]
continuation-number: 30 [233,370,250,379]
continuation-block [5,271,74,303]
banner-ornament [24,277,52,282]
article-text: محکمہ تعمیرات کے مطابق شاہراہوں کی مرمت کا کام آئندہ ماہ مکمل کر لیا جائے گا۔ [378,249,446,280]
continuation-label: بقیہ [502,402,516,413]
article-text: وزیر اعلیٰ گلگت بلتستان نے کہا کہ علاقے کی ترقی اور عوام کی فلاح و بہبود حکومت کی اولین ترجیح ہے، تمام منصوبوں کو بروقت مکمل کیا جائے گا۔ [527,35,595,82]
continuation-label: بقیہ [502,224,516,234]
continuation-banner [452,341,520,354]
continuation-number: 38 [308,366,324,375]
continuation-number: 58 [531,223,547,233]
continuation-number: 52 [457,402,473,412]
article-text: عوامی نمائندوں نے علاقائی مسائل کے حل کا مطالبہ کیا۔ [80,122,148,145]
article-text: ٹریفک کے نظام کو بہتر بنانے کے لیے نئے قوانین نافذ کیے جا رہے ہیں۔ [155,209,223,232]
continuation-banner [527,154,595,167]
continuation-block [378,129,446,177]
continuation-number: 39 [308,410,324,419]
continuation-label: بقیہ [353,124,367,134]
article-text: عدالت نے کیس کی سماعت ملتوی کرتے ہوئے فریقین کو آئندہ تاریخ پر مکمل دستاویزات کے ساتھ پیش ہونے کی ہدایت کی۔ [452,238,520,277]
article-columns [4,18,596,2575]
continuation-block [229,192,297,232]
article-text: وزیر اعظم نے کہا کہ ملک کو درپیش چیلنجز کا مقابلہ اتحاد سے کیا جائے گا۔ [155,35,223,58]
continuation-block [155,236,223,276]
continuation-block [229,323,297,363]
continuation-banner [80,193,148,207]
continuation-block [304,407,371,447]
continuation-block [452,459,520,515]
continuation-number: 10 [85,65,101,74]
continuation-label: بقیہ [502,283,516,294]
continuation-banner [155,193,223,207]
article-text: محکمہ صحت کے مطابق ضلع بھر میں پولیو مہم کامیابی سے جاری ہے اور ہزاروں بچوں کو قطرے پلائے جا چکے ہیں۔ [452,297,520,336]
article-text: صوبائی وزیر نے کہا کہ نوجوانوں کو روزگار کی فراہمی کے لیے ہنر مندی کے پروگرام متعارف کرائے جائیں گے۔ [452,535,520,574]
article-text: اجلاس میں عوامی مسائل کے حل کے لیے فوری اقدامات کی ہدایت کی گئی۔ [304,467,371,498]
continuation-block [80,149,148,189]
article-text: تعلیمی بورڈ نے امتحانات کے نتائج کا اعلان کر دیا، کامیابی کا تناسب بہتر رہا۔ [155,78,223,101]
continuation-block [5,184,74,225]
continuation-number: 27 [233,239,250,249]
article-text: عوامی شکایات کے ازالے کے لیے ہیلپ لائن قائم کر دی گئی۔ [229,340,297,363]
continuation-label: بقیہ [353,409,367,419]
continuation-block [155,192,223,232]
english-headline: Artificial intelligence the impact on society [452,34,520,49]
continuation-banner [378,130,446,144]
banner-ornament [179,154,201,159]
article-text: سماجی تنظیموں نے مستحق خاندانوں میں راشن تقسیم کیا۔ [155,253,223,276]
article-text: بلدیاتی اداروں کی کارکردگی بہتر بنانے کے لیے نئی حکمت عملی تیار کی جا رہی ہے۔ [304,86,371,117]
article-text: شہریوں نے پانی کی عدم فراہمی پر احتجاج کیا۔ [5,288,74,303]
continuation-block [452,162,520,217]
banner-ornament [551,225,573,231]
banner-ornament [476,405,499,410]
continuation-block [452,399,520,455]
banner-ornament [179,285,201,290]
banner-ornament [476,524,499,529]
article-text: زرعی ماہرین نے کسانوں کو جدید طریقے اپنانے کا مشورہ دیا ہے۔ [304,379,371,402]
continuation-label: بقیہ [353,21,367,31]
continuation-block [527,18,595,82]
continuation-number: 35 [308,227,324,237]
continuation-banner [527,86,595,100]
continuation-block [155,18,223,58]
continuation-label: بقیہ [204,195,218,205]
continuation-banner [378,79,446,92]
continuation-label: بقیہ [130,108,144,118]
continuation-banner [80,19,148,32]
banner-ornament [253,23,275,29]
body-text: وزیر اعلیٰ گلگت بلتستان نے کہا کہ علاقے کی ترقی اور عوام کی فلاح و بہبود حکومت کی اولین ترجیح ہے، تمام منصوبوں کو بروقت مکمل کیا جائے گا اور اس سلسلے میں کسی قسم کی غفلت برداشت نہیں کی جائے گی۔ انہوں نے کہا کہ تعلیم، صحت اور بنیادی ڈھانچے کی بہتری کے لیے خصوصی اقدامات کیے جا رہے ہیں اور عوامی نمائندوں کو اس عمل میں شامل کیا جائے گا۔ اجلاس میں متعلقہ محکموں کے سربراہان نے شرکت کی اور جاری منصوبوں پر بریفنگ دی گئی۔ وزیر اعلیٰ گلگت بلتستان نے کہا کہ علاقے کی ترقی اور عوام کی فلاح و بہبود حکومت کی اولین ترجیح ہے، تمام منصوبوں کو بروقت مکمل کیا جائے گا اور اس سلسلے میں کسی قسم کی غفلت برداشت نہیں کی جائے گی۔ انہوں نے کہا کہ تعلیم، صحت اور بنیادی ڈھانچے کی بہتری کے لیے خصوصی اقدامات کیے جا رہے ہیں اور عوامی نمائندوں کو اس عمل میں شامل کیا جائے گا۔ اجلاس میں متعلقہ محکموں کے سربراہان نے شرکت کی اور جاری منصوبوں پر بریفنگ دی گئی۔ وزیر اعلیٰ گلگت بلتستان نے کہا کہ علاقے کی ترقی اور عوام کی فلاح و بہبود حکومت کی اولین ترجیح ہے، تمام منصوبوں کو بروقت مکمل کیا جائے گا اور اس سلسلے میں کسی قسم کی غفلت برداشت نہیں کی جائے گی۔ انہوں نے کہا کہ تعلیم، صحت اور بنیادی ڈھانچے کی بہتری کے لیے خصوصی اقدامات کیے جا رہے ہیں اور عوامی نمائندوں کو اس عمل میں شامل کیا جائے گا۔ اجلاس میں متعلقہ محکموں کے سربراہان نے شرکت کی اور جاری منصوبوں پر بریفنگ دی گئی۔ وزیر اعلیٰ گلگت بلتستان نے کہا کہ علاقے کی ترقی اور عوام کی فلاح و بہبود حکومت کی اولین ترجیح ہے، تمام منصوبوں کو بروقت مکمل کیا جائے گا اور اس سلسلے میں کسی قسم کی غفلت برداشت نہیں کی جائے گی۔ انہوں نے کہا کہ تعلیم، صحت اور بنیادی ڈھانچے کی بہتری کے لیے خصوصی اقدامات کیے جا رہے ہیں اور عوامی نمائندوں کو اس عمل میں شامل کیا جائے گا۔ اجلاس میں متعلقہ محکموں کے سربراہان نے شرکت کی اور جاری منصوبوں پر بریفنگ دی گئی۔ وزیر اعلیٰ گلگت بلتستان نے کہا کہ علاقے کی ترقی اور عوام کی فلاح و بہبود حکومت کی اولین ترجیح ہے، تمام منصوبوں کو بروقت مکمل کیا جائے گا اور اس سلسلے میں کسی قسم کی غفلت برداشت نہیں کی جائے گی۔ انہوں نے کہا کہ تعلیم، صحت اور بنیادی ڈھانچے کی بہتری کے لیے خصوصی اقدامات کیے جا رہے ہیں اور عوامی نمائندوں کو اس عمل میں شامل کیا جائے گا۔ اجلاس میں متعلقہ محکموں کے سربراہان نے شرکت کی اور جاری منصوبوں پر بریفنگ دی گئی۔ وزیر اعلیٰ گلگت بلتستان نے کہا کہ علاقے کی ترقی اور عوام کی فلاح و بہبود حکومت کی اولین ترجیح ہے، تمام منصوبوں کو بروقت مکمل کیا جائے گا اور اس سلسلے میں کسی قسم کی غفلت برداشت نہیں کی جائے گی۔ انہوں نے کہا کہ تعلیم، صحت اور بنیادی ڈھانچے کی بہتری کے لیے خصوصی اقدامات کیے جا رہے ہیں اور عوامی نمائندوں کو اس عمل میں شامل کیا جائے گا۔ اجلاس میں متعلقہ محکموں کے سربراہان نے شرکت کی اور جاری منصوبوں پر بریفنگ دی گئی۔ وزیر اعلیٰ گلگت بلتستان نے کہا کہ علاقے کی ترقی اور عوام کی فلاح و بہبود حکومت کی اولین ترجیح ہے، تمام منصوبوں کو بروقت مکمل کیا جائے گا اور اس سلسلے میں کسی قسم کی غفلت برداشت نہیں کی جائے گی۔ انہوں نے کہا کہ تعلیم، صحت اور بنیادی ڈھانچے کی بہتری کے لیے خصوصی اقدامات کیے جا رہے ہیں اور عوامی نمائندوں کو اس عمل میں شامل کیا جائے گا۔ اجلاس میں متعلقہ محکموں کے سربراہان نے شرکت کی اور جاری منصوبوں پر بریفنگ دی گئی۔ وزیر اعلیٰ گلگت بلتستان نے کہا کہ علاقے کی ترقی اور عوام کی فلاح و بہبود حکومت کی اولین ترجیح ہے، تمام منصوبوں کو بروقت مکمل کیا جائے گا اور اس سلسلے میں کسی قسم کی غفلت برداشت نہیں کی جائے گی۔ انہوں نے کہا کہ تعلیم، صحت اور بنیادی ڈھانچے کی بہتری کے لیے خصوصی اقدامات کیے جا رہے ہیں اور عوامی نمائندوں کو اس عمل میں شامل کیا جائے گا۔ اجلاس میں متعلقہ محکموں کے سربراہان نے شرکت کی اور جاری منصوبوں پر بریفنگ دی گئی۔ وزیر اعلیٰ گلگت بلتستان نے کہا کہ علاقے کی ترقی اور عوام کی فلاح و بہبود حکومت کی اولین ترجیح ہے، تمام منصوبوں کو بروقت مکمل کیا جائے گا اور اس سلسلے میں کسی قسم کی غفلت برداشت نہیں کی جائے گی۔ انہوں نے کہا کہ تعلیم، صحت اور بنیادی ڈھانچے کی بہتری کے لیے خصوصی اقدامات کیے جا رہے ہیں اور عوامی نمائندوں کو اس عمل میں شامل کیا جائے گا۔ اجلاس میں متعلقہ محکموں کے سربراہان نے شرکت کی اور جاری منصوبوں پر بریفنگ دی گئی۔ وزیر اعلیٰ گلگت بلتستان نے کہا کہ علاقے کی ترقی اور عوام کی فلاح و بہبود حکومت کی اولین ترجیح ہے، تمام منصوبوں کو بروقت مکمل کیا جائے گا اور اس سلسلے میں کسی قسم کی غفلت برداشت نہیں کی جائے گی۔ انہوں نے کہا کہ تعلیم، صحت اور بنیادی ڈھانچے کی بہتری کے لیے خصوصی اقدامات کیے جا رہے ہیں اور عوامی نمائندوں کو اس عمل میں شامل کیا جائے گا۔ اجلاس میں متعلقہ محکموں کے سربراہان نے شرکت کی اور جاری منصوبوں پر بریفنگ دی گئی۔ وزیر اعلیٰ گلگت بلتستان نے کہا کہ علاقے کی ترقی اور عوام کی فلاح و بہبود حکومت کی اولین ترجیح ہے، تمام منصوبوں کو بروقت مکمل کیا جائے گا اور اس سلسلے میں کسی قسم کی غفلت برداشت نہیں کی جائے گی۔ انہوں نے کہا کہ تعلیم، صحت اور بنیادی ڈھانچے کی بہتری کے لیے خصوصی اقدامات کیے جا رہے ہیں اور عوامی نمائندوں کو اس عمل میں شامل کیا جائے گا۔ اجلاس میں متعلقہ محکموں کے سربراہان نے شرکت کی اور جاری منصوبوں پر بریفنگ دی گئی۔ وزیر اعلیٰ گلگت بلتستان نے کہا کہ علاقے کی ترقی اور عوام کی فلاح و بہبود حکومت کی اولین ترجیح ہے، تمام منصوبوں کو بروقت مکمل کیا جائے گا اور اس سلسلے میں کسی قسم کی غفلت برداشت نہیں کی جائے گی۔ انہوں نے کہا کہ تعلیم، صحت اور بنیادی ڈھانچے کی بہتری کے لیے خصوصی اقدامات کیے جا رہے ہیں اور عوامی نمائندوں کو اس عمل میں شامل کیا جائے گا۔ اجلاس میں متعلقہ محکموں کے سربراہان نے شرکت کی اور جاری منصوبوں پر بریفنگ دی گئی۔ وزیر اعلیٰ گلگت بلتستان نے کہا کہ علاقے کی ترقی اور عوام کی فلاح و بہبود حکومت کی اولین ترجیح ہے، تمام منصوبوں کو بروقت مکمل کیا جائے گا اور اس سلسلے میں کسی قسم کی غفلت برداشت نہیں کی جائے گی۔ انہوں نے کہا کہ تعلیم، صحت اور بنیادی ڈھانچے کی بہتری کے لیے خصوصی اقدامات کیے جا رہے ہیں اور عوامی نمائندوں کو اس عمل میں شامل کیا جائے گا۔ اجلاس میں متعلقہ محکموں کے سربراہان نے شرکت کی اور جاری منصوبوں پر بریفنگ دی گئی۔ وزیر اعلیٰ گلگت بلتستان نے کہا کہ علاقے کی ترقی اور عوام کی فلاح و بہبود حکومت کی اولین ترجیح ہے، تمام منصوبوں کو بروقت مکمل کیا جائے گا اور اس سلسلے میں کسی قسم کی غفلت برداشت نہیں کی جائے گی۔ انہوں نے کہا کہ تعلیم، صحت اور بنیادی ڈھانچے کی بہتری کے لیے خصوصی اقدامات کیے جا رہے ہیں اور عوامی نمائندوں کو اس عمل میں شامل کیا جائے گا۔ اجلاس میں متعلقہ محکموں کے سربراہان نے شرکت کی اور جاری منصوبوں پر بریفنگ دی گئی۔ [304,502,371,2499]
article-text: ملک میں معاشی استحکام کے لیے اصلاحاتی پروگرام پر عمل درآمد جاری ہے۔ [229,122,297,145]
continuation-banner [5,186,74,199]
continuation-banner [155,106,223,119]
continuation-number: 18 [159,195,175,205]
banner-ornament [476,23,499,29]
continuation-number: 13 [85,195,101,205]
continuation-label: بقیہ [353,322,367,332]
continuation-banner [304,364,371,377]
body-text: وزیر اعلیٰ گلگت بلتستان نے کہا کہ علاقے کی ترقی اور عوام کی فلاح و بہبود حکومت کی اولین ترجیح ہے، تمام منصوبوں کو بروقت مکمل کیا جائے گا اور اس سلسلے میں کسی قسم کی غفلت برداشت نہیں کی جائے گی۔ انہوں نے کہا کہ تعلیم، صحت اور بنیادی ڈھانچے کی بہتری کے لیے خصوصی اقدامات کیے جا رہے ہیں اور عوامی نمائندوں کو اس عمل میں شامل کیا جائے گا۔ اجلاس میں متعلقہ محکموں کے سربراہان نے شرکت کی اور جاری منصوبوں پر بریفنگ دی گئی۔ وزیر اعلیٰ گلگت بلتستان نے کہا کہ علاقے کی ترقی اور عوام کی فلاح و بہبود حکومت کی اولین ترجیح ہے، تمام منصوبوں کو بروقت مکمل کیا جائے گا اور اس سلسلے میں کسی قسم کی غفلت برداشت نہیں کی جائے گی۔ انہوں نے کہا کہ تعلیم، صحت اور بنیادی ڈھانچے کی بہتری کے لیے خصوصی اقدامات کیے جا رہے ہیں اور عوامی نمائندوں کو اس عمل میں شامل کیا جائے گا۔ اجلاس میں متعلقہ محکموں کے سربراہان نے شرکت کی اور جاری منصوبوں پر بریفنگ دی گئی۔ وزیر اعلیٰ گلگت بلتستان نے کہا کہ علاقے کی ترقی اور عوام کی فلاح و بہبود حکومت کی اولین ترجیح ہے، تمام منصوبوں کو بروقت مکمل کیا جائے گا اور اس سلسلے میں کسی قسم کی غفلت برداشت نہیں کی جائے گی۔ انہوں نے کہا کہ تعلیم، صحت اور بنیادی ڈھانچے کی بہتری کے لیے خصوصی اقدامات کیے جا رہے ہیں اور عوامی نمائندوں کو اس عمل میں شامل کیا جائے گا۔ اجلاس میں متعلقہ محکموں کے سربراہان نے شرکت کی اور جاری منصوبوں پر بریفنگ دی گئی۔ وزیر اعلیٰ گلگت بلتستان نے کہا کہ علاقے کی ترقی اور عوام کی فلاح و بہبود حکومت کی اولین ترجیح ہے، تمام منصوبوں کو بروقت مکمل کیا جائے گا اور اس سلسلے میں کسی قسم کی غفلت برداشت نہیں کی جائے گی۔ انہوں نے کہا کہ تعلیم، صحت اور بنیادی ڈھانچے کی بہتری کے لیے خصوصی اقدامات کیے جا رہے ہیں اور عوامی نمائندوں کو اس عمل میں شامل کیا جائے گا۔ اجلاس میں متعلقہ محکموں کے سربراہان نے شرکت کی اور جاری منصوبوں پر بریفنگ دی گئی۔ وزیر اعلیٰ گلگت بلتستان نے کہا کہ علاقے کی ترقی اور عوام کی فلاح و بہبود حکومت کی اولین ترجیح ہے، تمام منصوبوں کو بروقت مکمل کیا جائے گا اور اس سلسلے میں کسی قسم کی غفلت برداشت نہیں کی جائے گی۔ انہوں نے کہا کہ تعلیم، صحت اور بنیادی ڈھانچے کی بہتری کے لیے خصوصی اقدامات کیے جا رہے ہیں اور عوامی نمائندوں کو اس عمل میں شامل کیا جائے گا۔ اجلاس میں متعلقہ محکموں کے سربراہان نے شرکت کی اور جاری منصوبوں پر بریفنگ دی گئی۔ وزیر اعلیٰ گلگت بلتستان نے کہا کہ علاقے کی ترقی اور عوام کی فلاح و بہبود حکومت کی اولین ترجیح ہے، تمام منصوبوں کو بروقت مکمل کیا جائے گا اور اس سلسلے میں کسی قسم کی غفلت برداشت نہیں کی جائے گی۔ انہوں نے کہا کہ تعلیم، صحت اور بنیادی ڈھانچے کی بہتری کے لیے خصوصی اقدامات کیے جا رہے ہیں اور عوامی نمائندوں کو اس عمل میں شامل کیا جائے گا۔ اجلاس میں متعلقہ محکموں کے سربراہان نے شرکت کی اور جاری منصوبوں پر بریفنگ دی گئی۔ وزیر اعلیٰ گلگت بلتستان نے کہا کہ علاقے کی ترقی اور عوام کی فلاح و بہبود حکومت کی اولین ترجیح ہے، تمام منصوبوں کو بروقت مکمل کیا جائے گا اور اس سلسلے میں کسی قسم کی غفلت برداشت نہیں کی جائے گی۔ انہوں نے کہا کہ تعلیم، صحت اور بنیادی ڈھانچے کی بہتری کے لیے خصوصی اقدامات کیے جا رہے ہیں اور عوامی نمائندوں کو اس عمل میں شامل کیا جائے گا۔ اجلاس میں متعلقہ محکموں کے سربراہان نے شرکت کی اور جاری منصوبوں پر بریفنگ دی گئی۔ وزیر اعلیٰ گلگت بلتستان نے کہا کہ علاقے کی ترقی اور عوام کی فلاح و بہبود حکومت کی اولین ترجیح ہے، تمام منصوبوں کو بروقت مکمل کیا جائے گا اور اس سلسلے میں کسی قسم کی غفلت برداشت نہیں کی جائے گی۔ انہوں نے کہا کہ تعلیم، صحت اور بنیادی ڈھانچے کی بہتری کے لیے خصوصی اقدامات کیے جا رہے ہیں اور عوامی نمائندوں کو اس عمل میں شامل کیا جائے گا۔ اجلاس میں متعلقہ محکموں کے سربراہان نے شرکت کی اور جاری منصوبوں پر بریفنگ دی گئی۔ وزیر اعلیٰ گلگت بلتستان نے کہا کہ علاقے کی ترقی اور عوام کی فلاح و بہبود حکومت کی اولین ترجیح ہے، تمام منصوبوں کو بروقت مکمل کیا جائے گا اور اس سلسلے میں کسی قسم کی غفلت برداشت نہیں کی جائے گی۔ انہوں نے کہا کہ تعلیم، صحت اور بنیادی ڈھانچے کی بہتری کے لیے خصوصی اقدامات کیے جا رہے ہیں اور عوامی نمائندوں کو اس عمل میں شامل کیا جائے گا۔ اجلاس میں متعلقہ محکموں کے سربراہان نے شرکت کی اور جاری منصوبوں پر بریفنگ دی گئی۔ وزیر اعلیٰ گلگت بلتستان نے کہا کہ علاقے کی ترقی اور عوام کی فلاح و بہبود حکومت کی اولین ترجیح ہے، تمام منصوبوں کو بروقت مکمل کیا جائے گا اور اس سلسلے میں کسی قسم کی غفلت برداشت نہیں کی جائے گی۔ انہوں نے کہا کہ تعلیم، صحت اور بنیادی ڈھانچے کی بہتری کے لیے خصوصی اقدامات کیے جا رہے ہیں اور عوامی نمائندوں کو اس عمل میں شامل کیا جائے گا۔ اجلاس میں متعلقہ محکموں کے سربراہان نے شرکت کی اور جاری منصوبوں پر بریفنگ دی گئی۔ وزیر اعلیٰ گلگت بلتستان نے کہا کہ علاقے کی ترقی اور عوام کی فلاح و بہبود حکومت کی اولین ترجیح ہے، تمام منصوبوں کو بروقت مکمل کیا جائے گا اور اس سلسلے میں کسی قسم کی غفلت برداشت نہیں کی جائے گی۔ انہوں نے کہا کہ تعلیم، صحت اور بنیادی ڈھانچے کی بہتری کے لیے خصوصی اقدامات کیے جا رہے ہیں اور عوامی نمائندوں کو اس عمل میں شامل کیا جائے گا۔ اجلاس میں متعلقہ محکموں کے سربراہان نے شرکت کی اور جاری منصوبوں پر بریفنگ دی گئی۔ وزیر اعلیٰ گلگت بلتستان نے کہا کہ علاقے کی ترقی اور عوام کی فلاح و بہبود حکومت کی اولین ترجیح ہے، تمام منصوبوں کو بروقت مکمل کیا جائے گا اور اس سلسلے میں کسی قسم کی غفلت برداشت نہیں کی جائے گی۔ انہوں نے کہا کہ تعلیم، صحت اور بنیادی ڈھانچے کی بہتری کے لیے خصوصی اقدامات کیے جا رہے ہیں اور عوامی نمائندوں کو اس عمل میں شامل کیا جائے گا۔ اجلاس میں متعلقہ محکموں کے سربراہان نے شرکت کی اور جاری منصوبوں پر بریفنگ دی گئی۔ وزیر اعلیٰ گلگت بلتستان نے کہا کہ علاقے کی ترقی اور عوام کی فلاح و بہبود حکومت کی اولین ترجیح ہے، تمام منصوبوں کو بروقت مکمل کیا جائے گا اور اس سلسلے میں کسی قسم کی غفلت برداشت نہیں کی جائے گی۔ انہوں نے کہا کہ تعلیم، صحت اور بنیادی ڈھانچے کی بہتری کے لیے خصوصی اقدامات کیے جا رہے ہیں اور عوامی نمائندوں کو اس عمل میں شامل کیا جائے گا۔ اجلاس میں متعلقہ محکموں کے سربراہان نے شرکت کی اور جاری منصوبوں پر بریفنگ دی گئی۔ وزیر اعلیٰ گلگت بلتستان نے کہا کہ علاقے کی ترقی اور عوام کی فلاح و بہبود حکومت کی اولین ترجیح ہے، تمام منصوبوں کو بروقت مکمل کیا جائے گا اور اس سلسلے میں کسی قسم کی غفلت برداشت نہیں کی جائے گی۔ انہوں نے کہا کہ تعلیم، صحت اور بنیادی ڈھانچے کی بہتری کے لیے خصوصی اقدامات کیے جا رہے ہیں اور عوامی نمائندوں کو اس عمل میں شامل کیا جائے گا۔ اجلاس میں متعلقہ محکموں کے سربراہان نے شرکت کی اور جاری منصوبوں پر بریفنگ دی گئی۔ [378,284,446,2281]
continuation-banner [229,19,297,32]
article-text: اجلاس میں آئندہ کے لائحہ عمل پر تفصیلی غور کیا گیا۔ [155,346,223,369]
continuation-block [304,319,371,360]
continuation-label: بقیہ [427,80,442,91]
banner-ornament [253,328,275,334]
continuation-label: بقیہ [55,231,70,241]
banner-ornament [328,178,350,183]
continuation-label: بقیہ [427,183,442,193]
continuation-number: 48 [457,165,473,174]
continuation-block [304,363,371,403]
article-text: محکمہ تعلیم نے اساتذہ کی تربیت کے لیے ورکشاپ کا انعقاد کیا۔ [5,157,74,181]
continuation-block [155,62,223,102]
banner-ornament [24,190,52,195]
continuation-banner [5,273,74,286]
continuation-block [229,18,297,58]
continuation-label: بقیہ [353,175,367,186]
continuation-block [155,105,223,145]
banner-ornament [551,91,573,96]
banner-ornament [402,134,424,139]
continuation-block [304,172,371,220]
continuation-label: بقیہ [353,453,367,463]
article-text: ماہرین نے کہا کہ مصنوعی ذہانت معاشرے پر گہرے اثرات مرتب کر رہی ہے اور اس کے مثبت استعمال کے لیے پالیسی سازی ضروری ہے۔ [452,52,520,98]
banner-ornament [476,226,499,232]
continuation-block [304,18,371,66]
continuation-label: بقیہ [576,21,590,31]
continuation-label: بقیہ [502,165,516,175]
url-text: hip.punjabhec.gov.pk [155,319,220,326]
continuation-block [5,228,74,268]
body-text: وزیر اعلیٰ گلگت بلتستان نے کہا کہ علاقے کی ترقی اور عوام کی فلاح و بہبود حکومت کی اولین ترجیح ہے، تمام منصوبوں کو بروقت مکمل کیا جائے گا اور اس سلسلے میں کسی قسم کی غفلت برداشت نہیں کی جائے گی۔ انہوں نے کہا کہ تعلیم، صحت اور بنیادی ڈھانچے کی بہتری کے لیے خصوصی اقدامات کیے جا رہے ہیں اور عوامی نمائندوں کو اس عمل میں شامل کیا جائے گا۔ اجلاس میں متعلقہ محکموں کے سربراہان نے شرکت کی اور جاری منصوبوں پر بریفنگ دی گئی۔ وزیر اعلیٰ گلگت بلتستان نے کہا کہ علاقے کی ترقی اور عوام کی فلاح و بہبود حکومت کی اولین ترجیح ہے، تمام منصوبوں کو بروقت مکمل کیا جائے گا اور اس سلسلے میں کسی قسم کی غفلت برداشت نہیں کی جائے گی۔ انہوں نے کہا کہ تعلیم، صحت اور بنیادی ڈھانچے کی بہتری کے لیے خصوصی اقدامات کیے جا رہے ہیں اور عوامی نمائندوں کو اس عمل میں شامل کیا جائے گا۔ اجلاس میں متعلقہ محکموں کے سربراہان نے شرکت کی اور جاری منصوبوں پر بریفنگ دی گئی۔ وزیر اعلیٰ گلگت بلتستان نے کہا کہ علاقے کی ترقی اور عوام کی فلاح و بہبود حکومت کی اولین ترجیح ہے، تمام منصوبوں کو بروقت مکمل کیا جائے گا اور اس سلسلے میں کسی قسم کی غفلت برداشت نہیں کی جائے گی۔ انہوں نے کہا کہ تعلیم، صحت اور بنیادی ڈھانچے کی بہتری کے لیے خصوصی اقدامات کیے جا رہے ہیں اور عوامی نمائندوں کو اس عمل میں شامل کیا جائے گا۔ اجلاس میں متعلقہ محکموں کے سربراہان نے شرکت کی اور جاری منصوبوں پر بریفنگ دی گئی۔ وزیر اعلیٰ گلگت بلتستان نے کہا کہ علاقے کی ترقی اور عوام کی فلاح و بہبود حکومت کی اولین ترجیح ہے، تمام منصوبوں کو بروقت مکمل کیا جائے گا اور اس سلسلے میں کسی قسم کی غفلت برداشت نہیں کی جائے گی۔ انہوں نے کہا کہ تعلیم، صحت اور بنیادی ڈھانچے کی بہتری کے لیے خصوصی اقدامات کیے جا رہے ہیں اور عوامی نمائندوں کو اس عمل میں شامل کیا جائے گا۔ اجلاس میں متعلقہ محکموں کے سربراہان نے شرکت کی اور جاری منصوبوں پر بریفنگ دی گئی۔ وزیر اعلیٰ گلگت بلتستان نے کہا کہ علاقے کی ترقی اور عوام کی فلاح و بہبود حکومت کی اولین ترجیح ہے، تمام منصوبوں کو بروقت مکمل کیا جائے گا اور اس سلسلے میں کسی قسم کی غفلت برداشت نہیں کی جائے گی۔ انہوں نے کہا کہ تعلیم، صحت اور بنیادی ڈھانچے کی بہتری کے لیے خصوصی اقدامات کیے جا رہے ہیں اور عوامی نمائندوں کو اس عمل میں شامل کیا جائے گا۔ اجلاس میں متعلقہ محکموں کے سربراہان نے شرکت کی اور جاری منصوبوں پر بریفنگ دی گئی۔ وزیر اعلیٰ گلگت بلتستان نے کہا کہ علاقے کی ترقی اور عوام کی فلاح و بہبود حکومت کی اولین ترجیح ہے، تمام منصوبوں کو بروقت مکمل کیا جائے گا اور اس سلسلے میں کسی قسم کی غفلت برداشت نہیں کی جائے گی۔ انہوں نے کہا کہ تعلیم، صحت اور بنیادی ڈھانچے کی بہتری کے لیے خصوصی اقدامات کیے جا رہے ہیں اور عوامی نمائندوں کو اس عمل میں شامل کیا جائے گا۔ اجلاس میں متعلقہ محکموں کے سربراہان نے شرکت کی اور جاری منصوبوں پر بریفنگ دی گئی۔ وزیر اعلیٰ گلگت بلتستان نے کہا کہ علاقے کی ترقی اور عوام کی فلاح و بہبود حکومت کی اولین ترجیح ہے، تمام منصوبوں کو بروقت مکمل کیا جائے گا اور اس سلسلے میں کسی قسم کی غفلت برداشت نہیں کی جائے گی۔ انہوں نے کہا کہ تعلیم، صحت اور بنیادی ڈھانچے کی بہتری کے لیے خصوصی اقدامات کیے جا رہے ہیں اور عوامی نمائندوں کو اس عمل میں شامل کیا جائے گا۔ اجلاس میں متعلقہ محکموں کے سربراہان نے شرکت کی اور جاری منصوبوں پر بریفنگ دی گئی۔ وزیر اعلیٰ گلگت بلتستان نے کہا کہ علاقے کی ترقی اور عوام کی فلاح و بہبود حکومت کی اولین ترجیح ہے، تمام منصوبوں کو بروقت مکمل کیا جائے گا اور اس سلسلے میں کسی قسم کی غفلت برداشت نہیں کی جائے گی۔ انہوں نے کہا کہ تعلیم، صحت اور بنیادی ڈھانچے کی بہتری کے لیے خصوصی اقدامات کیے جا رہے ہیں اور عوامی نمائندوں کو اس عمل میں شامل کیا جائے گا۔ اجلاس میں متعلقہ محکموں کے سربراہان نے شرکت کی اور جاری منصوبوں پر بریفنگ دی گئی۔ وزیر اعلیٰ گلگت بلتستان نے کہا کہ علاقے کی ترقی اور عوام کی فلاح و بہبود حکومت کی اولین ترجیح ہے، تمام منصوبوں کو بروقت مکمل کیا جائے گا اور اس سلسلے میں کسی قسم کی غفلت برداشت نہیں کی جائے گی۔ انہوں نے کہا کہ تعلیم، صحت اور بنیادی ڈھانچے کی بہتری کے لیے خصوصی اقدامات کیے جا رہے ہیں اور عوامی نمائندوں کو اس عمل میں شامل کیا جائے گا۔ اجلاس میں متعلقہ محکموں کے سربراہان نے شرکت کی اور جاری منصوبوں پر بریفنگ دی گئی۔ وزیر اعلیٰ گلگت بلتستان نے کہا کہ علاقے کی ترقی اور عوام کی فلاح و بہبود حکومت کی اولین ترجیح ہے، تمام منصوبوں کو بروقت مکمل کیا جائے گا اور اس سلسلے میں کسی قسم کی غفلت برداشت نہیں کی جائے گی۔ انہوں نے کہا کہ تعلیم، صحت اور بنیادی ڈھانچے کی بہتری کے لیے خصوصی اقدامات کیے جا رہے ہیں اور عوامی نمائندوں کو اس عمل میں شامل کیا جائے گا۔ اجلاس میں متعلقہ محکموں کے سربراہان نے شرکت کی اور جاری منصوبوں پر بریفنگ دی گئی۔ وزیر اعلیٰ گلگت بلتستان نے کہا کہ علاقے کی ترقی اور عوام کی فلاح و بہبود حکومت کی اولین ترجیح ہے، تمام منصوبوں کو بروقت مکمل کیا جائے گا اور اس سلسلے میں کسی قسم کی غفلت برداشت نہیں کی جائے گی۔ انہوں نے کہا کہ تعلیم، صحت اور بنیادی ڈھانچے کی بہتری کے لیے خصوصی اقدامات کیے جا رہے ہیں اور عوامی نمائندوں کو اس عمل میں شامل کیا جائے گا۔ اجلاس میں متعلقہ محکموں کے سربراہان نے شرکت کی اور جاری منصوبوں پر بریفنگ دی گئی۔ وزیر اعلیٰ گلگت بلتستان نے کہا کہ علاقے کی ترقی اور عوام کی فلاح و بہبود حکومت کی اولین ترجیح ہے، تمام منصوبوں کو بروقت مکمل کیا جائے گا اور اس سلسلے میں کسی قسم کی غفلت برداشت نہیں کی جائے گی۔ انہوں نے کہا کہ تعلیم، صحت اور بنیادی ڈھانچے کی بہتری کے لیے خصوصی اقدامات کیے جا رہے ہیں اور عوامی نمائندوں کو اس عمل میں شامل کیا جائے گا۔ اجلاس میں متعلقہ محکموں کے سربراہان نے شرکت کی اور جاری منصوبوں پر بریفنگ دی گئی۔ وزیر اعلیٰ گلگت بلتستان نے کہا کہ علاقے کی ترقی اور عوام کی فلاح و بہبود حکومت کی اولین ترجیح ہے، تمام منصوبوں کو بروقت مکمل کیا جائے گا اور اس سلسلے میں کسی قسم کی غفلت برداشت نہیں کی جائے گی۔ انہوں نے کہا کہ تعلیم، صحت اور بنیادی ڈھانچے کی بہتری کے لیے خصوصی اقدامات کیے جا رہے ہیں اور عوامی نمائندوں کو اس عمل میں شامل کیا جائے گا۔ اجلاس میں متعلقہ محکموں کے سربراہان نے شرکت کی اور جاری منصوبوں پر بریفنگ دی گئی۔ وزیر اعلیٰ گلگت بلتستان نے کہا کہ علاقے کی ترقی اور عوام کی فلاح و بہبود حکومت کی اولین ترجیح ہے، تمام منصوبوں کو بروقت مکمل کیا جائے گا اور اس سلسلے میں کسی قسم کی غفلت برداشت نہیں کی جائے گی۔ انہوں نے کہا کہ تعلیم، صحت اور بنیادی ڈھانچے کی بہتری کے لیے خصوصی اقدامات کیے جا رہے ہیں اور عوامی نمائندوں کو اس عمل میں شامل کیا جائے گا۔ اجلاس میں متعلقہ محکموں کے سربراہان نے شرکت کی اور جاری منصوبوں پر بریفنگ دی گئی۔ [229,411,297,2408]
continuation-number: 53 [457,462,473,471]
banner-ornament [179,198,201,203]
continuation-label: بقیہ [576,156,590,166]
banner-ornament [253,372,275,377]
article-text: کھیلوں کے فروغ کے لیے صوبے بھر میں ٹورنامنٹس کا انعقاد کیا جائے گا۔ [304,336,371,359]
continuation-label: بقیہ [55,64,70,74]
continuation-block [80,192,148,232]
continuation-block [5,141,74,181]
banner-ornament [328,324,350,330]
continuation-block [5,97,74,138]
continuation-label: بقیہ [502,343,516,353]
article-text: مقررین نے کہا کہ گلگت بلتستان کے عوام کو ان کے آئینی حقوق دینا وقت کی اہم ضرورت ہے۔ [304,35,371,65]
column-6 [152,18,224,2576]
continuation-label: بقیہ [502,521,516,531]
continuation-banner [304,408,371,421]
article-text: عدالت نے اہم مقدمے میں فیصلہ محفوظ کر لیا ہے۔ [5,78,74,93]
continuation-banner [304,122,371,136]
article-text: صوبائی اسمبلی کے اجلاس میں متعدد قراردادیں متفقہ طور پر منظور کی گئیں۔ [229,78,297,101]
continuation-label: بقیہ [130,195,144,205]
continuation-banner [5,229,74,243]
continuation-banner [155,150,223,163]
continuation-banner [452,19,520,32]
continuation-number: 5 [10,187,20,197]
continuation-banner [304,71,371,84]
continuation-label: بقیہ [278,151,293,162]
continuation-label: بقیہ [204,108,218,118]
continuation-block [229,62,297,102]
article-text: حکومت نے سرکاری ملازمین کی تنخواہوں میں اضافے کی منظوری دے دی ہے۔ [229,35,297,58]
continuation-block [378,232,446,280]
continuation-block [452,18,520,98]
continuation-block [304,224,371,272]
article-text: وفاقی حکومت نے مالی سال 2023-24 کے دوران ترقیاتی منصوبوں کے لیے اضافی فنڈز جاری کرنے کا اعلان کیا ہے۔ [378,35,446,73]
continuation-label: بقیہ [502,21,516,31]
article-text: اجلاس میں سیاحتی سیزن کی تیاریوں کا جائزہ لیا گیا۔ [5,324,74,339]
continuation-banner [229,324,297,337]
article-text: صنعتی ترقی کے لیے سرمایہ کاروں کو سہولیات فراہم کی جائیں گی۔ [155,122,223,145]
continuation-number: 26 [233,195,250,205]
continuation-number: 49 [457,224,473,234]
continuation-number: 20 [159,283,175,292]
continuation-label: بقیہ [427,132,442,142]
banner-ornament [179,241,201,247]
continuation-block [452,340,520,396]
continuation-number: 31 [308,21,324,31]
continuation-number: 2 [10,65,20,74]
continuation-label: بقیہ [278,326,293,336]
banner-ornament [402,23,424,29]
article-text: ضلعی انتظامیہ نے مہنگائی پر قابو پانے کے لیے پرائس کنٹرول کمیٹیاں فعال کر دیں۔ [304,241,371,271]
article-text: صوبائی حکومت نے ترقیاتی بجٹ کے استعمال کا جائزہ لینے کے لیے خصوصی کمیٹی تشکیل دے دی ہے جو جلد رپورٹ پیش کرے گی۔ [452,119,520,158]
continuation-label: بقیہ [278,282,293,292]
continuation-label: بقیہ [130,64,144,74]
banner-ornament [24,233,52,238]
article-text: گلگت بلتستان میں ترقیاتی منصوبوں کی تکمیل کے لیے اقدامات تیز کر دیے گئے۔ [5,35,74,58]
continuation-banner [229,150,297,163]
banner-ornament [328,229,350,235]
continuation-number: 9 [85,21,95,31]
continuation-banner [378,233,446,246]
column-4 [301,18,373,2576]
continuation-banner [80,150,148,163]
body-text: وزیر اعلیٰ گلگت بلتستان نے کہا کہ علاقے کی ترقی اور عوام کی فلاح و بہبود حکومت کی اولین ترجیح ہے، تمام منصوبوں کو بروقت مکمل کیا جائے گا اور اس سلسلے میں کسی قسم کی غفلت برداشت نہیں کی جائے گی۔ انہوں نے کہا کہ تعلیم، صحت اور بنیادی ڈھانچے کی بہتری کے لیے خصوصی اقدامات کیے جا رہے ہیں اور عوامی نمائندوں کو اس عمل میں شامل کیا جائے گا۔ اجلاس میں متعلقہ محکموں کے سربراہان نے شرکت کی اور جاری منصوبوں پر بریفنگ دی گئی۔ وزیر اعلیٰ گلگت بلتستان نے کہا کہ علاقے کی ترقی اور عوام کی فلاح و بہبود حکومت کی اولین ترجیح ہے، تمام منصوبوں کو بروقت مکمل کیا جائے گا اور اس سلسلے میں کسی قسم کی غفلت برداشت نہیں کی جائے گی۔ انہوں نے کہا کہ تعلیم، صحت اور بنیادی ڈھانچے کی بہتری کے لیے خصوصی اقدامات کیے جا رہے ہیں اور عوامی نمائندوں کو اس عمل میں شامل کیا جائے گا۔ اجلاس میں متعلقہ محکموں کے سربراہان نے شرکت کی اور جاری منصوبوں پر بریفنگ دی گئی۔ وزیر اعلیٰ گلگت بلتستان نے کہا کہ علاقے کی ترقی اور عوام کی فلاح و بہبود حکومت کی اولین ترجیح ہے، تمام منصوبوں کو بروقت مکمل کیا جائے گا اور اس سلسلے میں کسی قسم کی غفلت برداشت نہیں کی جائے گی۔ انہوں نے کہا کہ تعلیم، صحت اور بنیادی ڈھانچے کی بہتری کے لیے خصوصی اقدامات کیے جا رہے ہیں اور عوامی نمائندوں کو اس عمل میں شامل کیا جائے گا۔ اجلاس میں متعلقہ محکموں کے سربراہان نے شرکت کی اور جاری منصوبوں پر بریفنگ دی گئی۔ وزیر اعلیٰ گلگت بلتستان نے کہا کہ علاقے کی ترقی اور عوام کی فلاح و بہبود حکومت کی اولین ترجیح ہے، تمام منصوبوں کو بروقت مکمل کیا جائے گا اور اس سلسلے میں کسی قسم کی غفلت برداشت نہیں کی جائے گی۔ انہوں نے کہا کہ تعلیم، صحت اور بنیادی ڈھانچے کی بہتری کے لیے خصوصی اقدامات کیے جا رہے ہیں اور عوامی نمائندوں کو اس عمل میں شامل کیا جائے گا۔ اجلاس میں متعلقہ محکموں کے سربراہان نے شرکت کی اور جاری منصوبوں پر بریفنگ دی گئی۔ وزیر اعلیٰ گلگت بلتستان نے کہا کہ علاقے کی ترقی اور عوام کی فلاح و بہبود حکومت کی اولین ترجیح ہے، تمام منصوبوں کو بروقت مکمل کیا جائے گا اور اس سلسلے میں کسی قسم کی غفلت برداشت نہیں کی جائے گی۔ انہوں نے کہا کہ تعلیم، صحت اور بنیادی ڈھانچے کی بہتری کے لیے خصوصی اقدامات کیے جا رہے ہیں اور عوامی نمائندوں کو اس عمل میں شامل کیا جائے گا۔ اجلاس میں متعلقہ محکموں کے سربراہان نے شرکت کی اور جاری منصوبوں پر بریفنگ دی گئی۔ وزیر اعلیٰ گلگت بلتستان نے کہا کہ علاقے کی ترقی اور عوام کی فلاح و بہبود حکومت کی اولین ترجیح ہے، تمام منصوبوں کو بروقت مکمل کیا جائے گا اور اس سلسلے میں کسی قسم کی غفلت برداشت نہیں کی جائے گی۔ انہوں نے کہا کہ تعلیم، صحت اور بنیادی ڈھانچے کی بہتری کے لیے خصوصی اقدامات کیے جا رہے ہیں اور عوامی نمائندوں کو اس عمل میں شامل کیا جائے گا۔ اجلاس میں متعلقہ محکموں کے سربراہان نے شرکت کی اور جاری منصوبوں پر بریفنگ دی گئی۔ وزیر اعلیٰ گلگت بلتستان نے کہا کہ علاقے کی ترقی اور عوام کی فلاح و بہبود حکومت کی اولین ترجیح ہے، تمام منصوبوں کو بروقت مکمل کیا جائے گا اور اس سلسلے میں کسی قسم کی غفلت برداشت نہیں کی جائے گی۔ انہوں نے کہا کہ تعلیم، صحت اور بنیادی ڈھانچے کی بہتری کے لیے خصوصی اقدامات کیے جا رہے ہیں اور عوامی نمائندوں کو اس عمل میں شامل کیا جائے گا۔ اجلاس میں متعلقہ محکموں کے سربراہان نے شرکت کی اور جاری منصوبوں پر بریفنگ دی گئی۔ وزیر اعلیٰ گلگت بلتستان نے کہا کہ علاقے کی ترقی اور عوام کی فلاح و بہبود حکومت کی اولین ترجیح ہے، تمام منصوبوں کو بروقت مکمل کیا جائے گا اور اس سلسلے میں کسی قسم کی غفلت برداشت نہیں کی جائے گی۔ انہوں نے کہا کہ تعلیم، صحت اور بنیادی ڈھانچے کی بہتری کے لیے خصوصی اقدامات کیے جا رہے ہیں اور عوامی نمائندوں کو اس عمل میں شامل کیا جائے گا۔ اجلاس میں متعلقہ محکموں کے سربراہان نے شرکت کی اور جاری منصوبوں پر بریفنگ دی گئی۔ وزیر اعلیٰ گلگت بلتستان نے کہا کہ علاقے کی ترقی اور عوام کی فلاح و بہبود حکومت کی اولین ترجیح ہے، تمام منصوبوں کو بروقت مکمل کیا جائے گا اور اس سلسلے میں کسی قسم کی غفلت برداشت نہیں کی جائے گی۔ انہوں نے کہا کہ تعلیم، صحت اور بنیادی ڈھانچے کی بہتری کے لیے خصوصی اقدامات کیے جا رہے ہیں اور عوامی نمائندوں کو اس عمل میں شامل کیا جائے گا۔ اجلاس میں متعلقہ محکموں کے سربراہان نے شرکت کی اور جاری منصوبوں پر بریفنگ دی گئی۔ وزیر اعلیٰ گلگت بلتستان نے کہا کہ علاقے کی ترقی اور عوام کی فلاح و بہبود حکومت کی اولین ترجیح ہے، تمام منصوبوں کو بروقت مکمل کیا جائے گا اور اس سلسلے میں کسی قسم کی غفلت برداشت نہیں کی جائے گی۔ انہوں نے کہا کہ تعلیم، صحت اور بنیادی ڈھانچے کی بہتری کے لیے خصوصی اقدامات کیے جا رہے ہیں اور عوامی نمائندوں کو اس عمل میں شامل کیا جائے گا۔ اجلاس میں متعلقہ محکموں کے سربراہان نے شرکت کی اور جاری منصوبوں پر بریفنگ دی گئی۔ وزیر اعلیٰ گلگت بلتستان نے کہا کہ علاقے کی ترقی اور عوام کی فلاح و بہبود حکومت کی اولین ترجیح ہے، تمام منصوبوں کو بروقت مکمل کیا جائے گا اور اس سلسلے میں کسی قسم کی غفلت برداشت نہیں کی جائے گی۔ انہوں نے کہا کہ تعلیم، صحت اور بنیادی ڈھانچے کی بہتری کے لیے خصوصی اقدامات کیے جا رہے ہیں اور عوامی نمائندوں کو اس عمل میں شامل کیا جائے گا۔ اجلاس میں متعلقہ محکموں کے سربراہان نے شرکت کی اور جاری منصوبوں پر بریفنگ دی گئی۔ وزیر اعلیٰ گلگت بلتستان نے کہا کہ علاقے کی ترقی اور عوام کی فلاح و بہبود حکومت کی اولین ترجیح ہے، تمام منصوبوں کو بروقت مکمل کیا جائے گا اور اس سلسلے میں کسی قسم کی غفلت برداشت نہیں کی جائے گی۔ انہوں نے کہا کہ تعلیم، صحت اور بنیادی ڈھانچے کی بہتری کے لیے خصوصی اقدامات کیے جا رہے ہیں اور عوامی نمائندوں کو اس عمل میں شامل کیا جائے گا۔ اجلاس میں متعلقہ محکموں کے سربراہان نے شرکت کی اور جاری منصوبوں پر بریفنگ دی گئی۔ وزیر اعلیٰ گلگت بلتستان نے کہا کہ علاقے کی ترقی اور عوام کی فلاح و بہبود حکومت کی اولین ترجیح ہے، تمام منصوبوں کو بروقت مکمل کیا جائے گا اور اس سلسلے میں کسی قسم کی غفلت برداشت نہیں کی جائے گی۔ انہوں نے کہا کہ تعلیم، صحت اور بنیادی ڈھانچے کی بہتری کے لیے خصوصی اقدامات کیے جا رہے ہیں اور عوامی نمائندوں کو اس عمل میں شامل کیا جائے گا۔ اجلاس میں متعلقہ محکموں کے سربراہان نے شرکت کی اور جاری منصوبوں پر بریفنگ دی گئی۔ وزیر اعلیٰ گلگت بلتستان نے کہا کہ علاقے کی ترقی اور عوام کی فلاح و بہبود حکومت کی اولین ترجیح ہے، تمام منصوبوں کو بروقت مکمل کیا جائے گا اور اس سلسلے میں کسی قسم کی غفلت برداشت نہیں کی جائے گی۔ انہوں نے کہا کہ تعلیم، صحت اور بنیادی ڈھانچے کی بہتری کے لیے خصوصی اقدامات کیے جا رہے ہیں اور عوامی نمائندوں کو اس عمل میں شامل کیا جائے گا۔ اجلاس میں متعلقہ محکموں کے سربراہان نے شرکت کی اور جاری منصوبوں پر بریفنگ دی گئی۔ [155,373,223,2370]
banner-ornament [328,455,350,461]
continuation-block [452,221,520,277]
banner-ornament [179,67,201,72]
continuation-number: 36 [308,279,324,288]
continuation-banner [452,401,520,414]
continuation-banner [229,281,297,294]
continuation-banner [304,452,371,465]
continuation-number: 32 [308,73,324,82]
continuation-block [527,85,595,149]
continuation-label: بقیہ [576,223,590,233]
article-text: اعلیٰ تعلیم کے لیے اسکالرشپس کا اعلان کیا گیا ہے۔ [155,296,223,319]
continuation-block [378,18,446,74]
continuation-label: بقیہ [55,144,70,154]
banner-ornament [551,23,573,29]
continuation-number: 8 [10,310,20,320]
continuation-block [304,450,371,498]
continuation-banner [229,106,297,119]
article-text: صوبائی حکومت نے نئے ہسپتال کی تعمیر کا اعلان کیا ہے۔ [80,78,148,101]
banner-ornament [328,368,350,373]
continuation-label: بقیہ [278,108,293,118]
continuation-label: بقیہ [427,21,442,31]
continuation-number: 25 [233,152,250,162]
continuation-block [304,70,371,118]
banner-ornament [328,23,350,29]
continuation-number: 19 [159,239,175,249]
article-text: صحت کارڈ کے ذریعے شہریوں کو مفت علاج کی سہولت دی جا رہی ہے۔ [5,244,74,268]
column-5 [227,18,299,2576]
continuation-number: 44 [382,184,398,193]
continuation-number: 16 [159,108,175,118]
continuation-banner [452,222,520,235]
banner-ornament [24,146,52,151]
continuation-banner [304,19,371,32]
banner-ornament [253,241,275,247]
article-text: انتظامیہ کے مطابق سیلاب سے متاثرہ علاقوں میں امدادی سرگرمیاں جاری ہیں، متاثرین کو خوراک اور خیمے فراہم کیے جا رہے ہیں۔ [527,237,595,283]
article-text: سرحدی علاقوں میں ترقیاتی کاموں کی رفتار تیز کرنے کی ہدایت کی گئی۔ [229,209,297,232]
continuation-number: 17 [159,152,175,162]
continuation-block [229,367,297,407]
continuation-block [378,181,446,229]
continuation-number: 34 [308,175,324,185]
continuation-block [527,220,595,284]
